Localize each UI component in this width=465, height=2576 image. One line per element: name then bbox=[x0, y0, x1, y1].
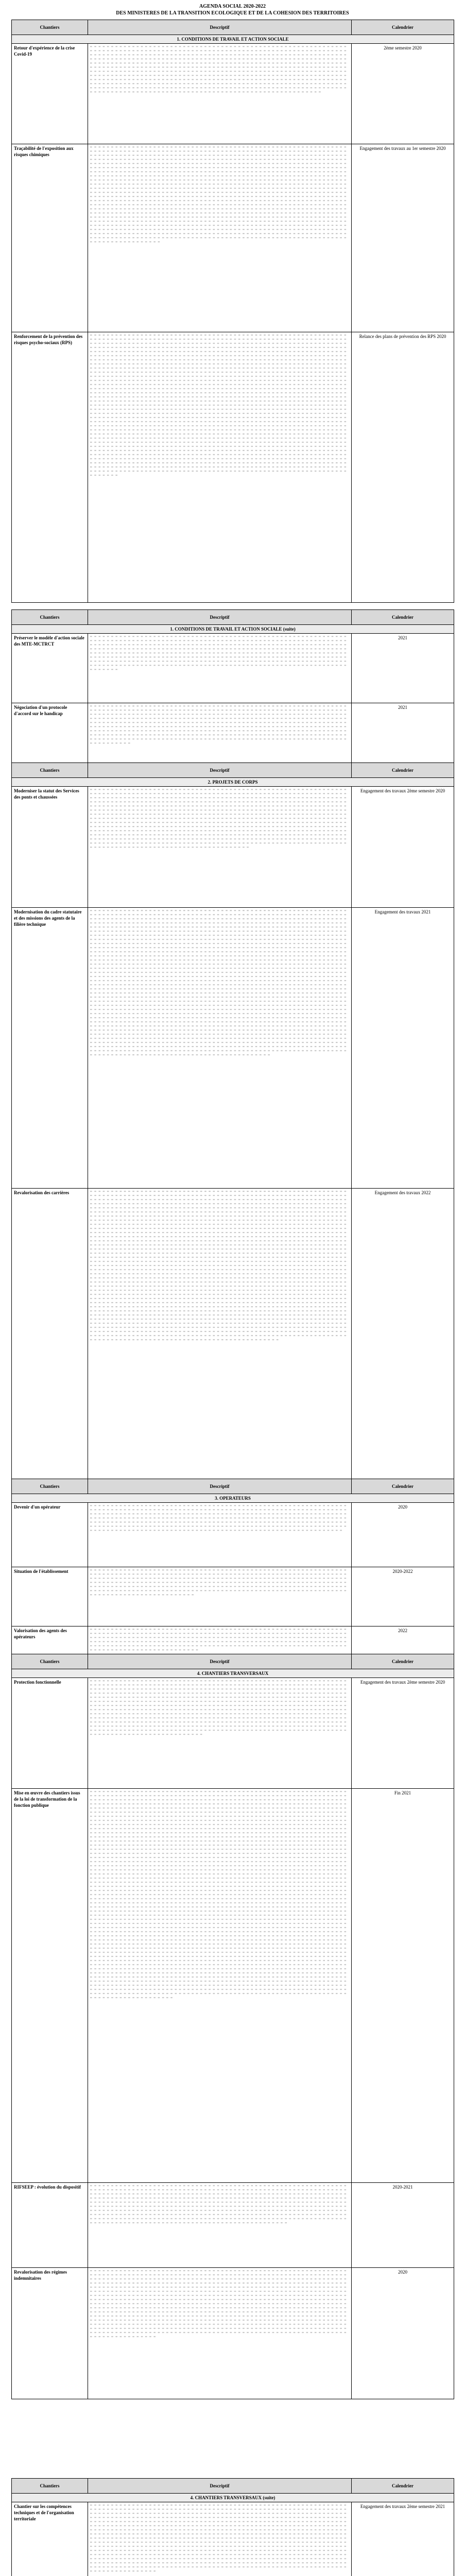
header-chantiers: Chantiers bbox=[12, 2479, 88, 2494]
table-row bbox=[12, 1678, 454, 1789]
chantier-cell: Négociation d'un protocole d'accord sur le handicap bbox=[12, 703, 88, 782]
table-row bbox=[12, 1503, 454, 1567]
descriptif-placeholder-text: ▬ ▬ ▬ ▬ ▬ ▬ ▬ ▬ ▬ ▬ ▬ ▬ ▬ ▬ ▬ ▬ ▬ ▬ ▬ ▬ ▬ ▬ ▬ ▬ ▬ ▬ ▬ ▬ ▬ ▬ ▬ ▬ ▬ ▬ ▬ ▬ ▬ ▬ ▬ ▬ ▬ ▬ ▬ ▬ ▬ ▬ ▬ ▬ ▬ ▬ ▬ ▬ ▬ ▬ ▬ ▬ ▬ ▬ ▬ ▬ ▬ ▬ ▬ ▬ ▬ ▬ ▬ ▬ ▬ ▬ ▬ ▬ ▬ ▬ ▬ ▬ ▬ ▬ ▬ ▬ ▬ ▬ ▬ ▬ ▬ ▬ ▬ ▬ ▬ ▬ ▬ ▬ ▬ ▬ ▬ ▬ ▬ ▬ ▬ ▬ ▬ ▬ ▬ ▬ ▬ ▬ ▬ ▬ ▬ ▬ ▬ ▬ ▬ ▬ ▬ ▬ ▬ ▬ ▬ ▬ ▬ ▬ ▬ ▬ ▬ ▬ ▬ ▬ ▬ ▬ ▬ ▬ ▬ ▬ ▬ ▬ ▬ ▬ ▬ ▬ ▬ ▬ ▬ ▬ ▬ ▬ ▬ ▬ ▬ ▬ ▬ ▬ ▬ ▬ ▬ ▬ ▬ ▬ ▬ ▬ ▬ ▬ ▬ ▬ ▬ ▬ ▬ ▬ ▬ ▬ ▬ ▬ ▬ ▬ ▬ ▬ ▬ ▬ ▬ ▬ ▬ ▬ ▬ ▬ ▬ ▬ ▬ ▬ ▬ ▬ ▬ ▬ ▬ ▬ ▬ ▬ ▬ ▬ ▬ ▬ ▬ ▬ ▬ ▬ ▬ ▬ ▬ ▬ ▬ ▬ ▬ ▬ ▬ ▬ ▬ ▬ ▬ ▬ ▬ ▬ ▬ ▬ ▬ ▬ ▬ ▬ ▬ ▬ ▬ ▬ ▬ ▬ ▬ ▬ ▬ ▬ ▬ ▬ ▬ ▬ ▬ ▬ ▬ ▬ ▬ ▬ ▬ ▬ ▬ ▬ ▬ ▬ ▬ ▬ ▬ ▬ ▬ ▬ ▬ ▬ ▬ ▬ ▬ ▬ ▬ ▬ ▬ ▬ ▬ ▬ ▬ ▬ ▬ ▬ ▬ ▬ ▬ ▬ ▬ ▬ ▬ ▬ ▬ ▬ ▬ ▬ ▬ ▬ ▬ ▬ ▬ ▬ ▬ ▬ ▬ ▬ ▬ ▬ ▬ ▬ ▬ ▬ ▬ ▬ ▬ ▬ ▬ ▬ ▬ ▬ ▬ ▬ ▬ ▬ ▬ ▬ ▬ ▬ ▬ ▬ ▬ ▬ ▬ ▬ ▬ ▬ ▬ ▬ ▬ ▬ ▬ ▬ ▬ ▬ ▬ ▬ ▬ ▬ ▬ ▬ ▬ ▬ ▬ ▬ ▬ ▬ ▬ ▬ ▬ ▬ ▬ ▬ ▬ ▬ ▬ ▬ ▬ ▬ ▬ ▬ ▬ ▬ ▬ ▬ ▬ ▬ ▬ ▬ ▬ ▬ ▬ ▬ ▬ ▬ ▬ ▬ ▬ ▬ ▬ ▬ ▬ ▬ ▬ ▬ ▬ ▬ ▬ ▬ ▬ ▬ ▬ ▬ ▬ ▬ ▬ ▬ ▬ ▬ ▬ ▬ ▬ ▬ ▬ ▬ ▬ ▬ ▬ ▬ ▬ ▬ ▬ ▬ ▬ ▬ ▬ ▬ ▬ ▬ ▬ ▬ ▬ ▬ ▬ ▬ ▬ ▬ ▬ ▬ ▬ ▬ ▬ ▬ ▬ ▬ ▬ ▬ ▬ ▬ ▬ ▬ ▬ ▬ ▬ ▬ ▬ ▬ ▬ ▬ ▬ ▬ ▬ ▬ ▬ ▬ ▬ ▬ ▬ ▬ ▬ ▬ ▬ ▬ ▬ ▬ ▬ ▬ ▬ ▬ ▬ ▬ ▬ ▬ ▬ ▬ ▬ ▬ ▬ ▬ ▬ ▬ ▬ ▬ ▬ ▬ ▬ ▬ ▬ ▬ ▬ ▬ ▬ ▬ ▬ ▬ ▬ ▬ ▬ ▬ ▬ ▬ ▬ ▬ ▬ ▬ ▬ ▬ ▬ ▬ ▬ ▬ ▬ ▬ ▬ ▬ ▬ ▬ ▬ ▬ ▬ ▬ ▬ ▬ ▬ ▬ ▬ ▬ ▬ ▬ ▬ ▬ ▬ ▬ ▬ ▬ ▬ ▬ ▬ ▬ ▬ ▬ ▬ ▬ ▬ ▬ ▬ ▬ ▬ ▬ ▬ ▬ ▬ ▬ ▬ ▬ ▬ ▬ ▬ ▬ ▬ ▬ ▬ ▬ ▬ ▬ ▬ ▬ ▬ ▬ ▬ ▬ ▬ ▬ ▬ ▬ ▬ ▬ ▬ ▬ ▬ ▬ ▬ ▬ ▬ ▬ ▬ ▬ ▬ ▬ ▬ ▬ ▬ ▬ ▬ ▬ ▬ ▬ ▬ ▬ ▬ ▬ ▬ ▬ ▬ ▬ ▬ ▬ ▬ ▬ ▬ ▬ ▬ ▬ ▬ ▬ ▬ ▬ ▬ ▬ ▬ ▬ ▬ ▬ ▬ ▬ ▬ ▬ ▬ ▬ ▬ ▬ ▬ ▬ ▬ ▬ ▬ ▬ ▬ ▬ ▬ ▬ ▬ ▬ ▬ ▬ ▬ ▬ ▬ ▬ ▬ ▬ ▬ ▬ ▬ ▬ ▬ ▬ ▬ ▬ ▬ ▬ ▬ ▬ ▬ ▬ ▬ ▬ ▬ ▬ ▬ ▬ ▬ ▬ ▬ ▬ ▬ ▬ ▬ ▬ ▬ ▬ ▬ ▬ ▬ ▬ ▬ ▬ ▬ ▬ ▬ ▬ ▬ ▬ ▬ ▬ ▬ ▬ ▬ ▬ ▬ ▬ ▬ ▬ ▬ ▬ ▬ ▬ ▬ ▬ ▬ ▬ ▬ ▬ ▬ ▬ ▬ ▬ ▬ ▬ ▬ ▬ ▬ ▬ ▬ ▬ ▬ ▬ ▬ ▬ ▬ ▬ ▬ ▬ ▬ ▬ ▬ ▬ ▬ ▬ ▬ ▬ ▬ ▬ ▬ ▬ ▬ ▬ ▬ ▬ ▬ ▬ ▬ ▬ ▬ ▬ ▬ ▬ ▬ ▬ ▬ ▬ ▬ ▬ ▬ ▬ ▬ ▬ ▬ ▬ ▬ ▬ ▬ ▬ ▬ ▬ ▬ ▬ ▬ ▬ ▬ ▬ ▬ ▬ ▬ ▬ ▬ ▬ ▬ ▬ ▬ ▬ ▬ ▬ ▬ ▬ ▬ ▬ ▬ ▬ ▬ ▬ ▬ ▬ ▬ ▬ ▬ ▬ ▬ ▬ ▬ ▬ ▬ ▬ ▬ ▬ ▬ ▬ ▬ ▬ ▬ ▬ ▬ ▬ ▬ ▬ ▬ ▬ ▬ ▬ ▬ ▬ ▬ ▬ ▬ ▬ ▬ ▬ ▬ ▬ ▬ ▬ ▬ ▬ ▬ ▬ ▬ ▬ ▬ ▬ ▬ ▬ ▬ ▬ ▬ ▬ ▬ ▬ ▬ ▬ ▬ ▬ ▬ ▬ ▬ ▬ ▬ ▬ ▬ ▬ ▬ ▬ ▬ ▬ ▬ ▬ ▬ ▬ ▬ ▬ ▬ ▬ ▬ ▬ ▬ ▬ ▬ ▬ ▬ ▬ ▬ ▬ ▬ ▬ ▬ ▬ ▬ ▬ ▬ ▬ ▬ ▬ ▬ ▬ ▬ ▬ ▬ ▬ ▬ ▬ ▬ ▬ ▬ ▬ ▬ ▬ ▬ ▬ ▬ ▬ ▬ ▬ ▬ ▬ ▬ ▬ ▬ ▬ ▬ ▬ ▬ ▬ ▬ ▬ ▬ ▬ ▬ ▬ ▬ ▬ ▬ ▬ ▬ ▬ ▬ ▬ ▬ ▬ ▬ ▬ ▬ ▬ ▬ ▬ ▬ ▬ ▬ ▬ ▬ ▬ ▬ ▬ ▬ ▬ ▬ ▬ ▬ ▬ ▬ ▬ ▬ ▬ ▬ ▬ ▬ ▬ ▬ ▬ ▬ ▬ ▬ ▬ ▬ ▬ ▬ ▬ ▬ ▬ ▬ ▬ ▬ ▬ ▬ ▬ ▬ ▬ ▬ ▬ ▬ ▬ ▬ ▬ ▬ ▬ ▬ ▬ ▬ ▬ ▬ ▬ ▬ ▬ ▬ ▬ ▬ ▬ ▬ ▬ ▬ ▬ ▬ ▬ ▬ ▬ ▬ ▬ ▬ ▬ ▬ ▬ ▬ ▬ ▬ ▬ ▬ ▬ ▬ ▬ ▬ ▬ ▬ ▬ ▬ ▬ ▬ ▬ ▬ ▬ ▬ ▬ ▬ ▬ ▬ ▬ ▬ ▬ ▬ ▬ ▬ ▬ ▬ ▬ ▬ ▬ ▬ ▬ ▬ ▬ ▬ ▬ ▬ ▬ ▬ ▬ ▬ ▬ ▬ ▬ ▬ ▬ ▬ ▬ ▬ ▬ ▬ ▬ ▬ ▬ ▬ ▬ ▬ ▬ ▬ ▬ ▬ ▬ ▬ ▬ ▬ ▬ ▬ ▬ ▬ ▬ ▬ ▬ ▬ ▬ ▬ ▬ ▬ ▬ ▬ ▬ ▬ ▬ ▬ ▬ ▬ ▬ ▬ ▬ ▬ ▬ ▬ ▬ ▬ ▬ ▬ ▬ ▬ ▬ ▬ ▬ ▬ ▬ ▬ ▬ ▬ ▬ ▬ ▬ ▬ ▬ ▬ ▬ ▬ ▬ ▬ ▬ ▬ ▬ ▬ ▬ ▬ ▬ ▬ ▬ ▬ ▬ ▬ ▬ ▬ ▬ ▬ ▬ ▬ ▬ ▬ ▬ ▬ ▬ ▬ ▬ ▬ ▬ ▬ ▬ ▬ ▬ ▬ ▬ ▬ ▬ ▬ ▬ ▬ ▬ ▬ ▬ ▬ ▬ ▬ ▬ ▬ ▬ ▬ ▬ ▬ ▬ ▬ ▬ ▬ ▬ ▬ ▬ ▬ ▬ ▬ ▬ ▬ ▬ ▬ ▬ ▬ ▬ ▬ ▬ ▬ ▬ ▬ ▬ ▬ ▬ ▬ ▬ ▬ ▬ ▬ ▬ ▬ ▬ ▬ ▬ ▬ ▬ ▬ ▬ ▬ ▬ ▬ ▬ ▬ ▬ ▬ ▬ ▬ ▬ ▬ ▬ ▬ ▬ ▬ ▬ ▬ ▬ ▬ ▬ ▬ ▬ ▬ ▬ ▬ ▬ ▬ ▬ ▬ ▬ ▬ ▬ ▬ ▬ ▬ ▬ ▬ ▬ ▬ ▬ ▬ ▬ ▬ ▬ ▬ ▬ ▬ ▬ ▬ ▬ ▬ ▬ ▬ ▬ ▬ ▬ ▬ ▬ ▬ ▬ ▬ ▬ ▬ ▬ ▬ ▬ ▬ ▬ ▬ ▬ ▬ ▬ ▬ ▬ ▬ ▬ ▬ ▬ ▬ ▬ ▬ ▬ ▬ ▬ ▬ ▬ ▬ ▬ ▬ ▬ ▬ ▬ ▬ ▬ ▬ ▬ ▬ ▬ ▬ ▬ ▬ ▬ ▬ ▬ ▬ ▬ ▬ ▬ ▬ ▬ ▬ ▬ ▬ ▬ ▬ ▬ ▬ ▬ ▬ ▬ ▬ ▬ ▬ ▬ ▬ ▬ ▬ ▬ ▬ ▬ ▬ ▬ ▬ ▬ ▬ ▬ ▬ ▬ ▬ ▬ ▬ ▬ ▬ ▬ ▬ ▬ ▬ ▬ ▬ ▬ ▬ ▬ ▬ ▬ ▬ ▬ ▬ ▬ ▬ ▬ ▬ ▬ ▬ ▬ ▬ ▬ ▬ ▬ ▬ ▬ ▬ ▬ ▬ ▬ ▬ ▬ ▬ ▬ ▬ ▬ ▬ ▬ ▬ ▬ ▬ ▬ ▬ ▬ ▬ ▬ ▬ ▬ ▬ ▬ ▬ ▬ ▬ ▬ ▬ ▬ ▬ ▬ ▬ ▬ ▬ ▬ ▬ ▬ ▬ ▬ ▬ ▬ ▬ ▬ ▬ ▬ ▬ ▬ ▬ ▬ ▬ ▬ ▬ ▬ ▬ ▬ ▬ ▬ ▬ ▬ ▬ ▬ ▬ ▬ ▬ ▬ ▬ ▬ ▬ ▬ ▬ ▬ ▬ ▬ ▬ ▬ ▬ ▬ ▬ ▬ ▬ ▬ ▬ ▬ ▬ ▬ ▬ ▬ ▬ ▬ ▬ ▬ ▬ ▬ ▬ ▬ ▬ ▬ ▬ ▬ ▬ ▬ ▬ ▬ ▬ ▬ ▬ ▬ ▬ ▬ ▬ ▬ ▬ ▬ ▬ ▬ ▬ ▬ ▬ ▬ ▬ ▬ ▬ ▬ ▬ ▬ ▬ ▬ ▬ ▬ ▬ ▬ ▬ ▬ ▬ ▬ ▬ ▬ ▬ ▬ ▬ ▬ ▬ ▬ ▬ ▬ ▬ ▬ ▬ ▬ ▬ ▬ ▬ ▬ ▬ ▬ ▬ ▬ ▬ ▬ ▬ ▬ ▬ ▬ ▬ ▬ ▬ ▬ ▬ ▬ ▬ ▬ ▬ ▬ ▬ ▬ ▬ ▬ ▬ ▬ ▬ ▬ ▬ ▬ ▬ ▬ ▬ ▬ ▬ ▬ ▬ ▬ ▬ ▬ ▬ ▬ ▬ ▬ ▬ ▬ ▬ ▬ ▬ ▬ ▬ ▬ ▬ ▬ ▬ ▬ ▬ ▬ ▬ ▬ ▬ ▬ ▬ ▬ ▬ ▬ ▬ ▬ ▬ ▬ ▬ ▬ ▬ ▬ ▬ ▬ ▬ ▬ ▬ ▬ ▬ ▬ ▬ ▬ ▬ ▬ ▬ ▬ ▬ ▬ ▬ ▬ ▬ ▬ ▬ ▬ ▬ ▬ ▬ ▬ ▬ ▬ ▬ ▬ ▬ ▬ ▬ ▬ ▬ ▬ ▬ ▬ ▬ ▬ ▬ ▬ ▬ ▬ ▬ ▬ ▬ ▬ ▬ ▬ ▬ ▬ ▬ ▬ ▬ ▬ ▬ ▬ ▬ ▬ ▬ ▬ ▬ ▬ ▬ ▬ ▬ ▬ ▬ ▬ ▬ ▬ ▬ ▬ ▬ ▬ ▬ ▬ ▬ ▬ ▬ ▬ ▬ ▬ ▬ ▬ ▬ ▬ ▬ ▬ ▬ ▬ ▬ ▬ ▬ ▬ ▬ ▬ ▬ ▬ ▬ ▬ ▬ ▬ ▬ ▬ ▬ ▬ ▬ ▬ ▬ ▬ ▬ ▬ ▬ ▬ ▬ ▬ ▬ ▬ ▬ ▬ ▬ ▬ ▬ ▬ ▬ ▬ ▬ ▬ ▬ ▬ ▬ ▬ ▬ ▬ ▬ ▬ ▬ ▬ ▬ ▬ ▬ ▬ ▬ ▬ ▬ ▬ ▬ ▬ ▬ ▬ ▬ ▬ ▬ ▬ ▬ ▬ ▬ ▬ ▬ ▬ ▬ ▬ ▬ ▬ ▬ ▬ ▬ ▬ ▬ ▬ ▬ ▬ ▬ ▬ ▬ ▬ ▬ ▬ ▬ ▬ ▬ ▬ ▬ ▬ ▬ ▬ ▬ ▬ ▬ ▬ ▬ ▬ ▬ ▬ ▬ ▬ ▬ ▬ ▬ ▬ ▬ ▬ ▬ ▬ ▬ ▬ ▬ ▬ ▬ ▬ ▬ ▬ ▬ ▬ ▬ ▬ ▬ ▬ ▬ ▬ ▬ ▬ ▬ ▬ ▬ ▬ ▬ ▬ ▬ ▬ ▬ ▬ ▬ ▬ ▬ ▬ ▬ ▬ ▬ ▬ ▬ ▬ ▬ ▬ ▬ ▬ ▬ ▬ ▬ ▬ ▬ ▬ ▬ ▬ ▬ ▬ ▬ ▬ ▬ ▬ ▬ ▬ ▬ ▬ ▬ ▬ ▬ ▬ ▬ ▬ ▬ ▬ ▬ ▬ ▬ ▬ ▬ ▬ ▬ ▬ ▬ ▬ ▬ ▬ ▬ ▬ ▬ ▬ ▬ ▬ ▬ ▬ ▬ ▬ ▬ ▬ ▬ ▬ ▬ ▬ ▬ ▬ ▬ ▬ ▬ ▬ ▬ ▬ ▬ ▬ ▬ ▬ ▬ ▬ ▬ ▬ ▬ ▬ ▬ ▬ ▬ ▬ ▬ ▬ ▬ ▬ ▬ ▬ ▬ ▬ ▬ ▬ ▬ ▬ ▬ ▬ ▬ ▬ ▬ ▬ ▬ ▬ ▬ ▬ ▬ ▬ ▬ ▬ ▬ ▬ ▬ ▬ ▬ ▬ ▬ ▬ ▬ ▬ ▬ ▬ ▬ ▬ ▬ ▬ ▬ ▬ ▬ ▬ ▬ ▬ ▬ ▬ ▬ ▬ ▬ ▬ ▬ ▬ ▬ ▬ ▬ ▬ ▬ ▬ ▬ ▬ ▬ ▬ ▬ ▬ ▬ ▬ ▬ ▬ ▬ ▬ ▬ ▬ ▬ ▬ ▬ ▬ ▬ ▬ ▬ ▬ ▬ ▬ ▬ ▬ ▬ ▬ ▬ ▬ ▬ ▬ ▬ ▬ ▬ ▬ ▬ ▬ ▬ ▬ ▬ ▬ ▬ ▬ ▬ ▬ ▬ ▬ ▬ ▬ ▬ ▬ ▬ ▬ ▬ ▬ ▬ ▬ ▬ ▬ ▬ bbox=[90, 333, 347, 477]
descriptif-placeholder-text: ▬ ▬ ▬ ▬ ▬ ▬ ▬ ▬ ▬ ▬ ▬ ▬ ▬ ▬ ▬ ▬ ▬ ▬ ▬ ▬ ▬ ▬ ▬ ▬ ▬ ▬ ▬ ▬ ▬ ▬ ▬ ▬ ▬ ▬ ▬ ▬ ▬ ▬ ▬ ▬ ▬ ▬ ▬ ▬ ▬ ▬ ▬ ▬ ▬ ▬ ▬ ▬ ▬ ▬ ▬ ▬ ▬ ▬ ▬ ▬ ▬ ▬ ▬ ▬ ▬ ▬ ▬ ▬ ▬ ▬ ▬ ▬ ▬ ▬ ▬ ▬ ▬ ▬ ▬ ▬ ▬ ▬ ▬ ▬ ▬ ▬ ▬ ▬ ▬ ▬ ▬ ▬ ▬ ▬ ▬ ▬ ▬ ▬ ▬ ▬ ▬ ▬ ▬ ▬ ▬ ▬ ▬ ▬ ▬ ▬ ▬ ▬ ▬ ▬ ▬ ▬ ▬ ▬ ▬ ▬ ▬ ▬ ▬ ▬ ▬ ▬ ▬ ▬ ▬ ▬ ▬ ▬ ▬ ▬ ▬ ▬ ▬ ▬ ▬ ▬ ▬ ▬ ▬ ▬ ▬ ▬ ▬ ▬ ▬ ▬ ▬ ▬ ▬ ▬ ▬ ▬ ▬ ▬ ▬ ▬ ▬ ▬ ▬ ▬ ▬ ▬ ▬ ▬ ▬ ▬ ▬ ▬ ▬ ▬ ▬ ▬ ▬ ▬ ▬ ▬ ▬ ▬ ▬ ▬ ▬ ▬ ▬ ▬ ▬ ▬ ▬ ▬ ▬ ▬ ▬ ▬ ▬ ▬ ▬ ▬ ▬ ▬ ▬ ▬ ▬ ▬ ▬ ▬ ▬ ▬ ▬ ▬ ▬ ▬ ▬ ▬ ▬ ▬ ▬ ▬ ▬ ▬ ▬ ▬ ▬ ▬ ▬ ▬ ▬ ▬ ▬ ▬ ▬ ▬ ▬ ▬ ▬ ▬ ▬ ▬ ▬ ▬ ▬ ▬ ▬ ▬ ▬ ▬ ▬ ▬ ▬ ▬ ▬ ▬ ▬ ▬ ▬ ▬ ▬ ▬ ▬ ▬ ▬ ▬ ▬ ▬ ▬ ▬ ▬ ▬ ▬ ▬ ▬ ▬ ▬ ▬ ▬ ▬ ▬ ▬ ▬ ▬ ▬ ▬ ▬ ▬ ▬ ▬ ▬ ▬ ▬ ▬ ▬ ▬ ▬ ▬ ▬ ▬ ▬ ▬ ▬ ▬ ▬ ▬ ▬ ▬ ▬ ▬ ▬ ▬ ▬ ▬ ▬ ▬ ▬ ▬ ▬ ▬ ▬ ▬ ▬ ▬ ▬ ▬ ▬ ▬ ▬ ▬ ▬ ▬ ▬ ▬ ▬ ▬ ▬ ▬ ▬ ▬ ▬ ▬ ▬ ▬ ▬ ▬ ▬ ▬ ▬ ▬ ▬ ▬ ▬ ▬ ▬ ▬ ▬ ▬ ▬ ▬ ▬ ▬ ▬ ▬ ▬ ▬ ▬ ▬ ▬ ▬ ▬ ▬ ▬ ▬ ▬ ▬ ▬ ▬ ▬ ▬ ▬ ▬ ▬ ▬ ▬ ▬ ▬ ▬ ▬ ▬ ▬ ▬ ▬ ▬ ▬ ▬ ▬ ▬ ▬ ▬ ▬ ▬ ▬ ▬ ▬ ▬ ▬ ▬ ▬ ▬ ▬ ▬ ▬ ▬ ▬ ▬ ▬ ▬ ▬ ▬ ▬ ▬ ▬ ▬ ▬ ▬ ▬ ▬ ▬ ▬ ▬ ▬ ▬ ▬ ▬ ▬ ▬ ▬ ▬ ▬ ▬ ▬ ▬ ▬ ▬ ▬ ▬ ▬ ▬ ▬ ▬ ▬ ▬ ▬ ▬ ▬ ▬ ▬ ▬ ▬ ▬ ▬ ▬ ▬ ▬ ▬ ▬ ▬ ▬ ▬ ▬ ▬ ▬ ▬ ▬ ▬ ▬ ▬ ▬ ▬ ▬ ▬ ▬ ▬ ▬ ▬ ▬ ▬ ▬ ▬ ▬ ▬ ▬ ▬ ▬ ▬ ▬ ▬ ▬ ▬ ▬ ▬ ▬ ▬ ▬ ▬ ▬ ▬ ▬ ▬ ▬ ▬ ▬ ▬ ▬ ▬ ▬ ▬ ▬ ▬ ▬ ▬ ▬ ▬ ▬ ▬ ▬ ▬ ▬ ▬ ▬ ▬ ▬ ▬ ▬ ▬ ▬ ▬ ▬ ▬ ▬ ▬ ▬ ▬ ▬ ▬ ▬ ▬ ▬ ▬ ▬ ▬ ▬ ▬ ▬ ▬ ▬ ▬ ▬ ▬ ▬ ▬ ▬ ▬ ▬ ▬ ▬ ▬ ▬ ▬ ▬ ▬ ▬ ▬ ▬ ▬ ▬ ▬ ▬ ▬ ▬ ▬ ▬ ▬ ▬ ▬ ▬ ▬ ▬ ▬ ▬ ▬ ▬ ▬ ▬ ▬ ▬ ▬ ▬ ▬ ▬ ▬ ▬ ▬ ▬ ▬ ▬ ▬ ▬ ▬ ▬ ▬ ▬ ▬ ▬ ▬ ▬ ▬ ▬ ▬ ▬ ▬ ▬ ▬ ▬ ▬ ▬ ▬ ▬ ▬ ▬ ▬ ▬ ▬ ▬ ▬ ▬ ▬ ▬ ▬ ▬ ▬ ▬ ▬ ▬ ▬ ▬ ▬ ▬ ▬ ▬ ▬ ▬ ▬ ▬ ▬ ▬ ▬ ▬ ▬ ▬ ▬ ▬ ▬ ▬ ▬ ▬ ▬ ▬ ▬ ▬ ▬ ▬ ▬ ▬ ▬ ▬ ▬ ▬ ▬ ▬ ▬ ▬ ▬ ▬ ▬ ▬ ▬ ▬ ▬ ▬ ▬ ▬ ▬ ▬ ▬ ▬ ▬ ▬ ▬ ▬ ▬ ▬ ▬ ▬ ▬ ▬ ▬ ▬ ▬ ▬ ▬ ▬ ▬ ▬ ▬ ▬ ▬ ▬ ▬ ▬ ▬ ▬ ▬ ▬ ▬ ▬ ▬ ▬ ▬ ▬ ▬ ▬ ▬ ▬ ▬ ▬ ▬ ▬ ▬ ▬ ▬ ▬ ▬ ▬ ▬ ▬ ▬ ▬ ▬ ▬ ▬ ▬ ▬ ▬ ▬ ▬ ▬ ▬ ▬ ▬ ▬ ▬ ▬ ▬ ▬ ▬ ▬ ▬ ▬ ▬ ▬ ▬ ▬ ▬ ▬ ▬ ▬ ▬ ▬ ▬ ▬ ▬ ▬ ▬ ▬ ▬ ▬ ▬ ▬ ▬ ▬ ▬ ▬ ▬ ▬ ▬ ▬ ▬ ▬ ▬ ▬ ▬ ▬ ▬ ▬ ▬ ▬ ▬ ▬ ▬ ▬ ▬ ▬ ▬ ▬ ▬ ▬ ▬ ▬ ▬ ▬ bbox=[90, 1679, 347, 1736]
table-row bbox=[12, 1567, 454, 1626]
chantier-cell: Préserver le modèle d'action sociale des MTE-MCTRCT bbox=[12, 634, 88, 703]
table-row bbox=[12, 2183, 454, 2268]
table-row bbox=[12, 44, 454, 144]
descriptif-placeholder-text: ▬ ▬ ▬ ▬ ▬ ▬ ▬ ▬ ▬ ▬ ▬ ▬ ▬ ▬ ▬ ▬ ▬ ▬ ▬ ▬ ▬ ▬ ▬ ▬ ▬ ▬ ▬ ▬ ▬ ▬ ▬ ▬ ▬ ▬ ▬ ▬ ▬ ▬ ▬ ▬ ▬ ▬ ▬ ▬ ▬ ▬ ▬ ▬ ▬ ▬ ▬ ▬ ▬ ▬ ▬ ▬ ▬ ▬ ▬ ▬ ▬ ▬ ▬ ▬ ▬ ▬ ▬ ▬ ▬ ▬ ▬ ▬ ▬ ▬ ▬ ▬ ▬ ▬ ▬ ▬ ▬ ▬ ▬ ▬ ▬ ▬ ▬ ▬ ▬ ▬ ▬ ▬ ▬ ▬ ▬ ▬ ▬ ▬ ▬ ▬ ▬ ▬ ▬ ▬ ▬ ▬ ▬ ▬ ▬ ▬ ▬ ▬ ▬ ▬ ▬ ▬ ▬ ▬ ▬ ▬ ▬ ▬ ▬ ▬ ▬ ▬ ▬ ▬ ▬ ▬ ▬ ▬ ▬ ▬ ▬ ▬ ▬ ▬ ▬ ▬ ▬ ▬ ▬ ▬ ▬ ▬ ▬ ▬ ▬ ▬ ▬ ▬ ▬ ▬ ▬ ▬ ▬ ▬ ▬ ▬ ▬ ▬ ▬ ▬ ▬ ▬ ▬ ▬ ▬ ▬ ▬ ▬ ▬ ▬ ▬ ▬ ▬ ▬ ▬ ▬ ▬ ▬ ▬ ▬ ▬ ▬ ▬ ▬ ▬ ▬ ▬ ▬ ▬ ▬ ▬ ▬ ▬ ▬ ▬ ▬ ▬ ▬ ▬ ▬ ▬ ▬ ▬ ▬ ▬ ▬ ▬ ▬ ▬ ▬ ▬ ▬ ▬ ▬ ▬ ▬ ▬ ▬ ▬ ▬ ▬ ▬ ▬ ▬ ▬ ▬ ▬ ▬ ▬ ▬ ▬ ▬ ▬ ▬ ▬ ▬ ▬ ▬ ▬ ▬ ▬ ▬ ▬ ▬ ▬ ▬ ▬ ▬ ▬ ▬ ▬ ▬ ▬ ▬ ▬ ▬ ▬ ▬ ▬ ▬ ▬ ▬ ▬ ▬ ▬ ▬ ▬ ▬ ▬ ▬ ▬ ▬ ▬ ▬ ▬ ▬ ▬ ▬ ▬ ▬ ▬ ▬ ▬ ▬ ▬ ▬ ▬ ▬ ▬ ▬ ▬ ▬ ▬ ▬ ▬ ▬ ▬ ▬ ▬ ▬ ▬ ▬ ▬ ▬ ▬ ▬ ▬ ▬ ▬ ▬ ▬ ▬ ▬ ▬ ▬ ▬ ▬ ▬ ▬ ▬ ▬ ▬ ▬ ▬ ▬ ▬ ▬ ▬ ▬ ▬ ▬ ▬ ▬ ▬ ▬ ▬ ▬ ▬ ▬ ▬ ▬ ▬ ▬ ▬ ▬ ▬ ▬ ▬ ▬ ▬ ▬ ▬ ▬ ▬ ▬ ▬ ▬ ▬ ▬ ▬ ▬ ▬ ▬ ▬ ▬ ▬ ▬ ▬ ▬ ▬ ▬ ▬ ▬ ▬ ▬ ▬ ▬ ▬ ▬ ▬ ▬ ▬ ▬ ▬ ▬ ▬ ▬ ▬ ▬ ▬ ▬ ▬ ▬ ▬ ▬ ▬ ▬ ▬ ▬ ▬ ▬ ▬ ▬ ▬ ▬ ▬ ▬ ▬ ▬ ▬ ▬ ▬ ▬ ▬ ▬ ▬ ▬ ▬ ▬ ▬ ▬ ▬ ▬ ▬ ▬ ▬ ▬ ▬ ▬ ▬ ▬ ▬ ▬ ▬ ▬ ▬ ▬ ▬ ▬ ▬ ▬ ▬ ▬ ▬ ▬ ▬ ▬ ▬ ▬ ▬ ▬ ▬ ▬ ▬ ▬ ▬ ▬ ▬ ▬ ▬ ▬ ▬ ▬ ▬ ▬ ▬ ▬ ▬ ▬ ▬ ▬ ▬ ▬ ▬ ▬ ▬ ▬ ▬ ▬ ▬ ▬ ▬ ▬ ▬ ▬ ▬ ▬ ▬ ▬ ▬ ▬ ▬ ▬ ▬ ▬ ▬ ▬ ▬ ▬ ▬ ▬ ▬ ▬ ▬ ▬ ▬ ▬ ▬ ▬ ▬ ▬ ▬ ▬ ▬ ▬ ▬ ▬ ▬ ▬ ▬ ▬ ▬ ▬ ▬ ▬ ▬ ▬ ▬ ▬ ▬ ▬ ▬ ▬ ▬ ▬ ▬ ▬ ▬ ▬ ▬ ▬ ▬ ▬ ▬ ▬ ▬ ▬ ▬ ▬ ▬ ▬ ▬ ▬ ▬ ▬ ▬ ▬ ▬ ▬ ▬ ▬ ▬ ▬ ▬ ▬ ▬ ▬ ▬ ▬ ▬ ▬ ▬ ▬ ▬ ▬ ▬ ▬ ▬ ▬ ▬ ▬ ▬ ▬ ▬ ▬ ▬ ▬ ▬ ▬ ▬ ▬ ▬ bbox=[90, 2184, 347, 2225]
table-row bbox=[12, 144, 454, 332]
chantier-cell: Revalorisation des régimes indemnitaires bbox=[12, 2268, 88, 2399]
section-table bbox=[11, 762, 454, 1480]
header-descriptif: Descriptif bbox=[88, 763, 352, 778]
descriptif-placeholder-text: ▬ ▬ ▬ ▬ ▬ ▬ ▬ ▬ ▬ ▬ ▬ ▬ ▬ ▬ ▬ ▬ ▬ ▬ ▬ ▬ ▬ ▬ ▬ ▬ ▬ ▬ ▬ ▬ ▬ ▬ ▬ ▬ ▬ ▬ ▬ ▬ ▬ ▬ ▬ ▬ ▬ ▬ ▬ ▬ ▬ ▬ ▬ ▬ ▬ ▬ ▬ ▬ ▬ ▬ ▬ ▬ ▬ ▬ ▬ ▬ ▬ ▬ ▬ ▬ ▬ ▬ ▬ ▬ ▬ ▬ ▬ ▬ ▬ ▬ ▬ ▬ ▬ ▬ ▬ ▬ ▬ ▬ ▬ ▬ ▬ ▬ ▬ ▬ ▬ ▬ ▬ ▬ ▬ ▬ ▬ ▬ ▬ ▬ ▬ ▬ ▬ ▬ ▬ ▬ ▬ ▬ ▬ ▬ ▬ ▬ ▬ ▬ ▬ ▬ ▬ ▬ ▬ ▬ ▬ ▬ ▬ ▬ ▬ ▬ ▬ ▬ ▬ ▬ ▬ ▬ ▬ ▬ ▬ ▬ ▬ ▬ ▬ ▬ ▬ ▬ ▬ ▬ ▬ ▬ ▬ ▬ ▬ ▬ ▬ ▬ ▬ ▬ ▬ ▬ ▬ ▬ ▬ ▬ ▬ ▬ ▬ ▬ ▬ ▬ ▬ ▬ ▬ ▬ ▬ ▬ ▬ ▬ ▬ ▬ ▬ ▬ ▬ ▬ ▬ ▬ ▬ ▬ ▬ ▬ ▬ ▬ ▬ ▬ ▬ ▬ ▬ ▬ ▬ ▬ ▬ ▬ ▬ ▬ ▬ ▬ ▬ ▬ ▬ ▬ ▬ ▬ ▬ ▬ ▬ ▬ ▬ ▬ ▬ ▬ ▬ ▬ ▬ ▬ ▬ ▬ ▬ ▬ ▬ ▬ ▬ ▬ ▬ ▬ ▬ ▬ ▬ ▬ ▬ ▬ ▬ ▬ ▬ ▬ ▬ ▬ ▬ ▬ ▬ ▬ ▬ ▬ ▬ ▬ ▬ ▬ ▬ ▬ ▬ ▬ ▬ ▬ ▬ ▬ ▬ ▬ ▬ ▬ ▬ ▬ ▬ ▬ ▬ ▬ ▬ ▬ ▬ ▬ ▬ ▬ ▬ ▬ ▬ ▬ ▬ ▬ ▬ ▬ ▬ ▬ ▬ ▬ ▬ ▬ ▬ ▬ ▬ ▬ ▬ ▬ ▬ ▬ ▬ ▬ ▬ ▬ ▬ ▬ ▬ ▬ ▬ ▬ ▬ ▬ ▬ ▬ ▬ ▬ ▬ ▬ ▬ ▬ ▬ ▬ ▬ ▬ ▬ ▬ ▬ ▬ ▬ ▬ ▬ ▬ ▬ ▬ ▬ ▬ ▬ ▬ ▬ ▬ ▬ ▬ ▬ ▬ ▬ ▬ ▬ ▬ ▬ ▬ ▬ ▬ ▬ ▬ ▬ ▬ ▬ ▬ ▬ ▬ ▬ ▬ ▬ ▬ ▬ ▬ ▬ ▬ ▬ ▬ ▬ ▬ ▬ ▬ ▬ ▬ ▬ ▬ ▬ ▬ ▬ ▬ ▬ ▬ ▬ ▬ ▬ ▬ ▬ ▬ ▬ ▬ ▬ ▬ ▬ ▬ ▬ ▬ ▬ ▬ ▬ ▬ ▬ ▬ ▬ ▬ ▬ ▬ ▬ ▬ ▬ ▬ ▬ ▬ ▬ ▬ ▬ ▬ ▬ ▬ ▬ ▬ ▬ ▬ ▬ ▬ ▬ ▬ ▬ ▬ ▬ ▬ ▬ ▬ ▬ ▬ ▬ ▬ ▬ ▬ ▬ ▬ ▬ ▬ ▬ ▬ ▬ ▬ ▬ ▬ ▬ ▬ ▬ ▬ ▬ ▬ ▬ ▬ ▬ ▬ ▬ ▬ ▬ ▬ ▬ ▬ ▬ ▬ ▬ ▬ ▬ ▬ ▬ ▬ ▬ ▬ ▬ ▬ ▬ ▬ ▬ ▬ ▬ ▬ ▬ ▬ ▬ ▬ ▬ ▬ ▬ ▬ ▬ ▬ ▬ ▬ ▬ ▬ ▬ ▬ ▬ ▬ ▬ ▬ ▬ ▬ ▬ ▬ ▬ ▬ ▬ ▬ ▬ ▬ ▬ ▬ ▬ ▬ ▬ ▬ ▬ ▬ ▬ ▬ ▬ ▬ ▬ ▬ ▬ ▬ ▬ ▬ ▬ ▬ ▬ ▬ ▬ ▬ ▬ ▬ ▬ ▬ ▬ ▬ ▬ ▬ ▬ ▬ ▬ ▬ ▬ ▬ ▬ ▬ ▬ ▬ ▬ ▬ ▬ ▬ ▬ ▬ ▬ ▬ ▬ ▬ ▬ ▬ ▬ ▬ ▬ ▬ ▬ ▬ ▬ ▬ ▬ ▬ ▬ ▬ ▬ ▬ ▬ ▬ ▬ ▬ ▬ ▬ ▬ ▬ ▬ ▬ ▬ ▬ ▬ ▬ ▬ ▬ ▬ ▬ ▬ ▬ ▬ ▬ ▬ ▬ ▬ ▬ ▬ ▬ ▬ ▬ ▬ ▬ ▬ ▬ ▬ ▬ ▬ ▬ ▬ ▬ ▬ ▬ ▬ ▬ ▬ ▬ ▬ ▬ ▬ ▬ ▬ ▬ ▬ ▬ ▬ ▬ ▬ ▬ ▬ ▬ ▬ ▬ ▬ ▬ ▬ ▬ ▬ ▬ ▬ ▬ ▬ ▬ ▬ ▬ ▬ ▬ ▬ ▬ ▬ ▬ ▬ ▬ ▬ ▬ ▬ ▬ ▬ ▬ ▬ ▬ ▬ ▬ ▬ ▬ ▬ ▬ ▬ ▬ ▬ ▬ ▬ ▬ ▬ ▬ ▬ ▬ ▬ ▬ ▬ ▬ ▬ ▬ ▬ ▬ ▬ ▬ ▬ ▬ ▬ ▬ ▬ ▬ ▬ ▬ ▬ ▬ ▬ ▬ ▬ ▬ ▬ ▬ ▬ ▬ ▬ ▬ ▬ ▬ ▬ ▬ ▬ ▬ ▬ ▬ ▬ ▬ ▬ ▬ ▬ ▬ ▬ ▬ ▬ ▬ ▬ ▬ ▬ ▬ ▬ ▬ ▬ ▬ ▬ ▬ ▬ ▬ ▬ ▬ ▬ ▬ ▬ ▬ ▬ ▬ ▬ ▬ ▬ ▬ ▬ ▬ ▬ ▬ ▬ ▬ ▬ ▬ ▬ ▬ ▬ ▬ ▬ ▬ ▬ ▬ ▬ ▬ ▬ ▬ ▬ ▬ ▬ ▬ ▬ ▬ ▬ ▬ ▬ ▬ ▬ ▬ ▬ ▬ ▬ ▬ ▬ ▬ ▬ ▬ ▬ ▬ ▬ ▬ ▬ ▬ ▬ ▬ ▬ ▬ ▬ ▬ ▬ ▬ ▬ ▬ ▬ ▬ ▬ ▬ ▬ ▬ ▬ ▬ ▬ ▬ ▬ ▬ ▬ ▬ ▬ ▬ ▬ ▬ ▬ ▬ ▬ ▬ ▬ ▬ ▬ ▬ ▬ ▬ ▬ ▬ ▬ ▬ ▬ ▬ ▬ ▬ ▬ ▬ ▬ ▬ ▬ ▬ ▬ ▬ ▬ ▬ ▬ ▬ ▬ ▬ ▬ ▬ ▬ ▬ ▬ ▬ ▬ ▬ ▬ ▬ ▬ ▬ ▬ ▬ ▬ ▬ ▬ ▬ ▬ ▬ ▬ ▬ ▬ ▬ ▬ ▬ ▬ ▬ ▬ ▬ ▬ ▬ ▬ ▬ ▬ ▬ ▬ ▬ ▬ ▬ ▬ ▬ ▬ ▬ ▬ ▬ ▬ ▬ ▬ ▬ ▬ ▬ ▬ ▬ ▬ ▬ ▬ ▬ ▬ ▬ ▬ ▬ ▬ ▬ ▬ ▬ ▬ ▬ ▬ ▬ ▬ ▬ ▬ ▬ ▬ ▬ ▬ ▬ ▬ ▬ ▬ ▬ ▬ ▬ ▬ ▬ ▬ ▬ ▬ ▬ ▬ ▬ ▬ ▬ ▬ ▬ ▬ ▬ ▬ ▬ ▬ ▬ ▬ ▬ ▬ ▬ ▬ ▬ ▬ ▬ ▬ ▬ ▬ ▬ ▬ ▬ ▬ ▬ ▬ ▬ ▬ ▬ ▬ ▬ ▬ ▬ ▬ ▬ ▬ ▬ bbox=[90, 2503, 347, 2573]
chantier-cell: Valorisation des agents des opérateurs bbox=[12, 1626, 88, 1678]
descriptif-cell bbox=[88, 144, 352, 332]
calendrier-cell: Fin 2021 bbox=[352, 1789, 454, 2183]
table-row bbox=[12, 332, 454, 603]
descriptif-cell bbox=[88, 1789, 352, 2183]
table-row bbox=[12, 908, 454, 1189]
table-header-row bbox=[12, 20, 454, 35]
section-table bbox=[11, 609, 454, 782]
descriptif-cell bbox=[88, 44, 352, 144]
chantier-cell: Modernisation du cadre statutaire et des missions des agents de la filière technique bbox=[12, 908, 88, 1189]
section-table bbox=[11, 20, 454, 603]
header-descriptif: Descriptif bbox=[88, 2479, 352, 2494]
calendrier-cell: 2020-2022 bbox=[352, 1567, 454, 1626]
descriptif-cell bbox=[88, 1189, 352, 1480]
calendrier-cell: Engagement des travaux 2ème semestre 2020 bbox=[352, 787, 454, 908]
header-chantiers: Chantiers bbox=[12, 20, 88, 35]
calendrier-cell: 2021 bbox=[352, 703, 454, 782]
descriptif-cell bbox=[88, 2183, 352, 2268]
header-chantiers: Chantiers bbox=[12, 763, 88, 778]
section-table bbox=[11, 1654, 454, 2399]
descriptif-cell bbox=[88, 332, 352, 603]
calendrier-cell: Engagement des travaux 2022 bbox=[352, 1189, 454, 1480]
section-title: 4. CHANTIERS TRANSVERSAUX bbox=[12, 1669, 454, 1678]
header-calendrier: Calendrier bbox=[352, 2479, 454, 2494]
descriptif-placeholder-text: ▬ ▬ ▬ ▬ ▬ ▬ ▬ ▬ ▬ ▬ ▬ ▬ ▬ ▬ ▬ ▬ ▬ ▬ ▬ ▬ ▬ ▬ ▬ ▬ ▬ ▬ ▬ ▬ ▬ ▬ ▬ ▬ ▬ ▬ ▬ ▬ ▬ ▬ ▬ ▬ ▬ ▬ ▬ ▬ ▬ ▬ ▬ ▬ ▬ ▬ ▬ ▬ ▬ ▬ ▬ ▬ ▬ ▬ ▬ ▬ ▬ ▬ ▬ ▬ ▬ ▬ ▬ ▬ ▬ ▬ ▬ ▬ ▬ ▬ ▬ ▬ ▬ ▬ ▬ ▬ ▬ ▬ ▬ ▬ ▬ ▬ ▬ ▬ ▬ ▬ ▬ ▬ ▬ ▬ ▬ ▬ ▬ ▬ ▬ ▬ ▬ ▬ ▬ ▬ ▬ ▬ ▬ ▬ ▬ ▬ ▬ ▬ ▬ ▬ ▬ ▬ ▬ ▬ ▬ ▬ ▬ ▬ ▬ ▬ ▬ ▬ ▬ ▬ ▬ ▬ ▬ ▬ ▬ ▬ ▬ ▬ ▬ ▬ ▬ ▬ ▬ ▬ ▬ ▬ ▬ ▬ ▬ ▬ ▬ ▬ ▬ ▬ ▬ ▬ ▬ ▬ ▬ ▬ ▬ ▬ ▬ ▬ ▬ ▬ ▬ ▬ ▬ ▬ ▬ ▬ ▬ ▬ ▬ ▬ ▬ ▬ ▬ ▬ ▬ ▬ ▬ ▬ ▬ ▬ ▬ ▬ ▬ ▬ ▬ ▬ ▬ ▬ ▬ ▬ ▬ ▬ ▬ ▬ ▬ ▬ ▬ ▬ ▬ ▬ ▬ ▬ ▬ ▬ ▬ ▬ ▬ ▬ ▬ ▬ ▬ ▬ ▬ ▬ ▬ ▬ ▬ ▬ ▬ ▬ ▬ ▬ ▬ ▬ ▬ ▬ ▬ ▬ ▬ ▬ ▬ ▬ ▬ ▬ ▬ ▬ ▬ ▬ ▬ ▬ ▬ ▬ ▬ ▬ ▬ ▬ ▬ ▬ ▬ ▬ ▬ ▬ ▬ ▬ ▬ ▬ ▬ ▬ ▬ ▬ ▬ ▬ ▬ ▬ ▬ ▬ ▬ ▬ ▬ ▬ ▬ ▬ ▬ ▬ ▬ ▬ ▬ ▬ ▬ ▬ ▬ ▬ ▬ ▬ ▬ ▬ ▬ ▬ ▬ ▬ ▬ ▬ ▬ ▬ ▬ ▬ ▬ ▬ ▬ ▬ ▬ ▬ ▬ ▬ ▬ ▬ ▬ ▬ ▬ ▬ ▬ ▬ ▬ ▬ ▬ ▬ ▬ ▬ ▬ ▬ ▬ ▬ ▬ ▬ ▬ ▬ ▬ ▬ ▬ ▬ ▬ ▬ ▬ ▬ ▬ ▬ ▬ ▬ ▬ ▬ ▬ ▬ ▬ ▬ ▬ ▬ ▬ ▬ ▬ ▬ ▬ ▬ ▬ ▬ ▬ ▬ ▬ ▬ ▬ ▬ ▬ ▬ ▬ ▬ ▬ ▬ ▬ ▬ ▬ ▬ ▬ ▬ ▬ ▬ ▬ ▬ ▬ ▬ ▬ ▬ ▬ ▬ ▬ ▬ ▬ ▬ ▬ ▬ ▬ ▬ ▬ ▬ ▬ ▬ ▬ ▬ ▬ ▬ ▬ ▬ ▬ ▬ ▬ ▬ ▬ ▬ ▬ ▬ ▬ ▬ ▬ ▬ ▬ ▬ ▬ ▬ ▬ ▬ ▬ ▬ ▬ ▬ ▬ ▬ ▬ ▬ ▬ ▬ ▬ ▬ ▬ ▬ ▬ ▬ ▬ ▬ ▬ ▬ ▬ ▬ ▬ ▬ ▬ ▬ ▬ ▬ ▬ ▬ ▬ ▬ ▬ ▬ ▬ ▬ ▬ ▬ ▬ ▬ ▬ ▬ ▬ ▬ ▬ ▬ ▬ ▬ ▬ ▬ ▬ ▬ ▬ ▬ ▬ ▬ ▬ ▬ ▬ ▬ ▬ ▬ ▬ ▬ ▬ ▬ ▬ ▬ ▬ ▬ ▬ ▬ ▬ ▬ ▬ ▬ ▬ ▬ ▬ ▬ ▬ ▬ ▬ ▬ ▬ ▬ ▬ ▬ ▬ ▬ ▬ ▬ ▬ ▬ ▬ ▬ ▬ ▬ ▬ ▬ ▬ ▬ ▬ ▬ ▬ ▬ ▬ ▬ ▬ ▬ ▬ ▬ ▬ ▬ ▬ ▬ ▬ ▬ ▬ ▬ ▬ ▬ ▬ ▬ ▬ ▬ ▬ ▬ ▬ ▬ ▬ ▬ ▬ ▬ ▬ ▬ ▬ ▬ ▬ ▬ ▬ ▬ ▬ ▬ ▬ ▬ ▬ ▬ ▬ ▬ ▬ ▬ ▬ ▬ ▬ ▬ ▬ ▬ ▬ ▬ ▬ ▬ ▬ ▬ ▬ ▬ ▬ ▬ ▬ ▬ ▬ ▬ ▬ ▬ ▬ ▬ ▬ ▬ ▬ ▬ ▬ ▬ ▬ ▬ ▬ ▬ ▬ ▬ ▬ ▬ ▬ ▬ ▬ ▬ ▬ ▬ ▬ ▬ ▬ ▬ ▬ ▬ ▬ ▬ ▬ ▬ ▬ ▬ ▬ ▬ ▬ ▬ ▬ ▬ ▬ ▬ ▬ ▬ ▬ ▬ ▬ ▬ ▬ ▬ ▬ ▬ ▬ ▬ ▬ ▬ ▬ ▬ ▬ ▬ ▬ ▬ ▬ ▬ ▬ ▬ ▬ ▬ ▬ ▬ ▬ ▬ ▬ ▬ ▬ ▬ ▬ ▬ ▬ ▬ ▬ ▬ ▬ ▬ ▬ ▬ ▬ ▬ ▬ ▬ ▬ ▬ ▬ ▬ ▬ ▬ ▬ ▬ ▬ ▬ ▬ ▬ ▬ ▬ ▬ ▬ ▬ ▬ ▬ ▬ ▬ ▬ ▬ ▬ ▬ ▬ ▬ ▬ ▬ ▬ ▬ ▬ ▬ ▬ ▬ ▬ ▬ ▬ ▬ ▬ ▬ ▬ ▬ ▬ ▬ ▬ ▬ ▬ ▬ ▬ ▬ ▬ ▬ ▬ ▬ ▬ ▬ ▬ ▬ ▬ ▬ ▬ ▬ ▬ ▬ ▬ ▬ ▬ ▬ ▬ ▬ ▬ ▬ ▬ ▬ ▬ ▬ ▬ ▬ ▬ ▬ ▬ ▬ ▬ ▬ ▬ ▬ ▬ ▬ ▬ ▬ ▬ ▬ ▬ ▬ ▬ ▬ ▬ ▬ ▬ ▬ ▬ ▬ ▬ ▬ ▬ ▬ ▬ ▬ ▬ ▬ ▬ ▬ ▬ ▬ ▬ ▬ ▬ ▬ ▬ ▬ ▬ ▬ ▬ ▬ ▬ ▬ ▬ ▬ ▬ ▬ ▬ ▬ ▬ ▬ ▬ ▬ ▬ ▬ ▬ ▬ ▬ ▬ ▬ ▬ ▬ ▬ ▬ ▬ ▬ ▬ ▬ ▬ ▬ ▬ ▬ ▬ ▬ ▬ ▬ ▬ ▬ ▬ ▬ ▬ ▬ ▬ ▬ ▬ ▬ ▬ ▬ ▬ ▬ ▬ ▬ ▬ ▬ ▬ ▬ ▬ ▬ ▬ ▬ ▬ ▬ ▬ ▬ ▬ ▬ ▬ ▬ ▬ ▬ ▬ ▬ ▬ ▬ ▬ ▬ ▬ ▬ ▬ ▬ ▬ ▬ bbox=[90, 788, 347, 849]
section-title: 3. OPERATEURS bbox=[12, 1494, 454, 1503]
document-title: AGENDA SOCIAL 2020-2022 bbox=[199, 4, 266, 9]
header-calendrier: Calendrier bbox=[352, 1654, 454, 1669]
header-chantiers: Chantiers bbox=[12, 1479, 88, 1494]
section-table bbox=[11, 1479, 454, 1678]
header-descriptif: Descriptif bbox=[88, 1654, 352, 1669]
descriptif-placeholder-text: ▬ ▬ ▬ ▬ ▬ ▬ ▬ ▬ ▬ ▬ ▬ ▬ ▬ ▬ ▬ ▬ ▬ ▬ ▬ ▬ ▬ ▬ ▬ ▬ ▬ ▬ ▬ ▬ ▬ ▬ ▬ ▬ ▬ ▬ ▬ ▬ ▬ ▬ ▬ ▬ ▬ ▬ ▬ ▬ ▬ ▬ ▬ ▬ ▬ ▬ ▬ ▬ ▬ ▬ ▬ ▬ ▬ ▬ ▬ ▬ ▬ ▬ ▬ ▬ ▬ ▬ ▬ ▬ ▬ ▬ ▬ ▬ ▬ ▬ ▬ ▬ ▬ ▬ ▬ ▬ ▬ ▬ ▬ ▬ ▬ ▬ ▬ ▬ ▬ ▬ ▬ ▬ ▬ ▬ ▬ ▬ ▬ ▬ ▬ ▬ ▬ ▬ ▬ ▬ ▬ ▬ ▬ ▬ ▬ ▬ ▬ ▬ ▬ ▬ ▬ ▬ ▬ ▬ ▬ ▬ ▬ ▬ ▬ ▬ ▬ ▬ ▬ ▬ ▬ ▬ ▬ ▬ ▬ ▬ ▬ ▬ ▬ ▬ ▬ ▬ ▬ ▬ ▬ ▬ ▬ ▬ ▬ ▬ ▬ ▬ ▬ ▬ ▬ ▬ ▬ ▬ ▬ ▬ ▬ ▬ ▬ ▬ ▬ ▬ ▬ ▬ ▬ ▬ ▬ ▬ ▬ ▬ ▬ ▬ ▬ ▬ ▬ ▬ ▬ ▬ ▬ ▬ ▬ ▬ ▬ ▬ ▬ ▬ ▬ ▬ ▬ ▬ ▬ ▬ ▬ ▬ ▬ ▬ ▬ ▬ ▬ ▬ ▬ ▬ ▬ ▬ ▬ ▬ ▬ ▬ ▬ ▬ ▬ ▬ ▬ ▬ ▬ ▬ ▬ ▬ ▬ ▬ ▬ ▬ ▬ ▬ ▬ ▬ ▬ ▬ ▬ ▬ ▬ ▬ ▬ ▬ ▬ ▬ ▬ ▬ ▬ ▬ ▬ ▬ ▬ ▬ ▬ ▬ ▬ ▬ ▬ ▬ ▬ ▬ ▬ ▬ ▬ ▬ ▬ ▬ ▬ ▬ ▬ ▬ ▬ ▬ ▬ ▬ ▬ ▬ ▬ ▬ ▬ ▬ ▬ ▬ ▬ ▬ ▬ ▬ ▬ ▬ ▬ ▬ ▬ ▬ ▬ ▬ ▬ ▬ ▬ ▬ ▬ ▬ ▬ ▬ ▬ ▬ ▬ ▬ ▬ ▬ ▬ ▬ ▬ ▬ ▬ ▬ ▬ ▬ ▬ ▬ ▬ ▬ ▬ ▬ ▬ ▬ ▬ ▬ ▬ ▬ ▬ ▬ ▬ ▬ ▬ ▬ ▬ ▬ ▬ ▬ ▬ ▬ ▬ ▬ ▬ ▬ ▬ ▬ ▬ ▬ ▬ ▬ ▬ ▬ ▬ ▬ ▬ ▬ ▬ ▬ ▬ ▬ ▬ ▬ ▬ ▬ ▬ ▬ ▬ ▬ ▬ ▬ ▬ ▬ ▬ ▬ ▬ ▬ ▬ ▬ ▬ ▬ ▬ ▬ ▬ ▬ ▬ ▬ ▬ ▬ ▬ ▬ ▬ ▬ ▬ ▬ ▬ ▬ ▬ ▬ ▬ ▬ ▬ ▬ ▬ ▬ ▬ ▬ ▬ ▬ ▬ ▬ ▬ ▬ ▬ ▬ ▬ ▬ ▬ ▬ ▬ ▬ ▬ ▬ ▬ ▬ ▬ ▬ ▬ ▬ ▬ ▬ ▬ ▬ ▬ ▬ ▬ ▬ ▬ ▬ ▬ ▬ ▬ ▬ ▬ ▬ ▬ ▬ ▬ ▬ ▬ ▬ ▬ ▬ ▬ ▬ ▬ ▬ ▬ ▬ ▬ ▬ ▬ ▬ ▬ ▬ ▬ ▬ ▬ ▬ ▬ ▬ ▬ ▬ ▬ ▬ ▬ ▬ ▬ ▬ ▬ ▬ ▬ ▬ ▬ ▬ ▬ ▬ ▬ ▬ ▬ ▬ ▬ ▬ ▬ ▬ ▬ ▬ ▬ ▬ ▬ ▬ ▬ ▬ ▬ ▬ ▬ ▬ ▬ ▬ ▬ ▬ ▬ ▬ ▬ ▬ ▬ ▬ ▬ ▬ ▬ ▬ ▬ ▬ ▬ ▬ ▬ ▬ ▬ ▬ ▬ ▬ ▬ ▬ ▬ ▬ ▬ ▬ ▬ ▬ ▬ ▬ ▬ ▬ ▬ ▬ ▬ ▬ ▬ ▬ ▬ ▬ ▬ ▬ ▬ ▬ ▬ ▬ ▬ ▬ ▬ ▬ ▬ ▬ ▬ ▬ ▬ ▬ ▬ ▬ ▬ ▬ ▬ ▬ ▬ ▬ ▬ ▬ ▬ ▬ ▬ ▬ ▬ ▬ ▬ ▬ ▬ ▬ ▬ ▬ ▬ ▬ ▬ ▬ ▬ ▬ ▬ ▬ ▬ ▬ ▬ ▬ ▬ ▬ ▬ ▬ ▬ ▬ ▬ ▬ ▬ ▬ ▬ ▬ ▬ ▬ ▬ ▬ ▬ ▬ ▬ ▬ ▬ ▬ ▬ ▬ ▬ ▬ ▬ ▬ ▬ ▬ ▬ ▬ ▬ ▬ ▬ ▬ ▬ ▬ ▬ ▬ ▬ ▬ ▬ ▬ ▬ ▬ ▬ ▬ ▬ ▬ ▬ ▬ ▬ ▬ ▬ ▬ ▬ ▬ ▬ ▬ ▬ ▬ ▬ ▬ ▬ ▬ ▬ ▬ ▬ ▬ ▬ ▬ ▬ ▬ ▬ ▬ ▬ ▬ ▬ ▬ ▬ ▬ ▬ ▬ ▬ ▬ ▬ ▬ ▬ ▬ ▬ ▬ ▬ ▬ ▬ ▬ ▬ ▬ ▬ ▬ ▬ ▬ ▬ ▬ ▬ ▬ ▬ ▬ ▬ ▬ ▬ ▬ ▬ ▬ ▬ ▬ ▬ ▬ ▬ ▬ ▬ ▬ ▬ ▬ ▬ ▬ ▬ ▬ ▬ ▬ ▬ ▬ ▬ ▬ ▬ ▬ ▬ ▬ ▬ ▬ ▬ ▬ ▬ ▬ ▬ ▬ ▬ ▬ ▬ ▬ ▬ ▬ ▬ ▬ ▬ ▬ ▬ ▬ ▬ ▬ ▬ ▬ ▬ ▬ ▬ ▬ ▬ ▬ ▬ ▬ ▬ ▬ ▬ ▬ ▬ ▬ ▬ ▬ ▬ ▬ ▬ ▬ ▬ ▬ ▬ ▬ ▬ ▬ ▬ ▬ ▬ ▬ ▬ ▬ ▬ ▬ ▬ ▬ ▬ ▬ ▬ ▬ ▬ ▬ ▬ ▬ ▬ ▬ ▬ ▬ ▬ ▬ ▬ ▬ ▬ ▬ ▬ ▬ ▬ ▬ ▬ ▬ ▬ ▬ ▬ ▬ ▬ ▬ ▬ ▬ ▬ ▬ ▬ ▬ ▬ ▬ ▬ ▬ ▬ ▬ ▬ ▬ ▬ ▬ ▬ ▬ ▬ ▬ ▬ ▬ ▬ ▬ ▬ ▬ ▬ ▬ ▬ ▬ ▬ ▬ ▬ ▬ ▬ ▬ ▬ ▬ ▬ ▬ ▬ ▬ ▬ ▬ ▬ ▬ ▬ ▬ ▬ ▬ ▬ ▬ ▬ ▬ ▬ ▬ ▬ ▬ ▬ ▬ ▬ ▬ ▬ ▬ ▬ ▬ ▬ ▬ ▬ ▬ ▬ ▬ ▬ ▬ ▬ ▬ ▬ ▬ ▬ ▬ ▬ ▬ ▬ ▬ ▬ ▬ ▬ ▬ ▬ ▬ ▬ ▬ ▬ ▬ ▬ ▬ ▬ ▬ ▬ ▬ ▬ ▬ ▬ ▬ ▬ ▬ ▬ ▬ ▬ ▬ ▬ ▬ ▬ ▬ ▬ ▬ ▬ ▬ ▬ ▬ ▬ ▬ ▬ ▬ ▬ ▬ ▬ ▬ ▬ ▬ ▬ ▬ ▬ ▬ ▬ ▬ ▬ ▬ ▬ ▬ ▬ ▬ ▬ ▬ ▬ ▬ ▬ ▬ ▬ ▬ ▬ ▬ ▬ ▬ ▬ ▬ ▬ ▬ ▬ ▬ ▬ ▬ ▬ ▬ ▬ ▬ ▬ ▬ ▬ ▬ ▬ ▬ ▬ ▬ ▬ ▬ ▬ ▬ ▬ ▬ ▬ ▬ ▬ ▬ ▬ ▬ ▬ ▬ ▬ ▬ ▬ ▬ ▬ ▬ ▬ ▬ ▬ ▬ ▬ ▬ ▬ ▬ ▬ ▬ ▬ ▬ ▬ ▬ ▬ ▬ ▬ ▬ ▬ ▬ ▬ ▬ ▬ ▬ ▬ ▬ ▬ ▬ ▬ ▬ ▬ ▬ ▬ ▬ ▬ ▬ ▬ ▬ ▬ ▬ ▬ ▬ ▬ ▬ ▬ ▬ ▬ ▬ ▬ ▬ ▬ ▬ ▬ ▬ ▬ ▬ ▬ ▬ ▬ ▬ ▬ ▬ ▬ ▬ ▬ ▬ ▬ ▬ ▬ ▬ ▬ ▬ ▬ ▬ ▬ ▬ ▬ ▬ ▬ ▬ ▬ ▬ ▬ ▬ ▬ ▬ ▬ ▬ ▬ ▬ ▬ ▬ ▬ ▬ ▬ ▬ ▬ ▬ ▬ ▬ ▬ ▬ ▬ ▬ ▬ ▬ ▬ ▬ ▬ ▬ ▬ ▬ ▬ ▬ ▬ ▬ ▬ ▬ ▬ ▬ ▬ ▬ ▬ ▬ ▬ ▬ ▬ ▬ ▬ ▬ ▬ ▬ ▬ ▬ ▬ ▬ ▬ ▬ ▬ ▬ ▬ ▬ ▬ ▬ ▬ ▬ ▬ ▬ ▬ ▬ ▬ ▬ ▬ ▬ ▬ ▬ ▬ ▬ ▬ ▬ ▬ ▬ ▬ ▬ ▬ ▬ ▬ ▬ ▬ ▬ ▬ ▬ ▬ ▬ ▬ ▬ ▬ ▬ ▬ ▬ ▬ ▬ ▬ ▬ ▬ ▬ ▬ ▬ ▬ ▬ ▬ ▬ ▬ ▬ ▬ ▬ ▬ ▬ ▬ ▬ ▬ ▬ ▬ ▬ ▬ ▬ ▬ ▬ ▬ ▬ ▬ ▬ ▬ ▬ ▬ ▬ ▬ ▬ ▬ ▬ ▬ ▬ ▬ ▬ ▬ ▬ ▬ ▬ ▬ ▬ ▬ ▬ ▬ ▬ ▬ ▬ ▬ ▬ ▬ ▬ ▬ ▬ ▬ ▬ ▬ ▬ ▬ ▬ ▬ ▬ ▬ ▬ ▬ ▬ ▬ ▬ ▬ ▬ ▬ ▬ ▬ ▬ ▬ ▬ ▬ ▬ ▬ ▬ ▬ ▬ ▬ ▬ ▬ ▬ ▬ ▬ ▬ ▬ ▬ ▬ ▬ ▬ ▬ ▬ ▬ ▬ ▬ ▬ ▬ ▬ ▬ ▬ ▬ ▬ ▬ ▬ ▬ ▬ ▬ ▬ ▬ ▬ ▬ ▬ ▬ ▬ ▬ ▬ ▬ ▬ ▬ ▬ ▬ ▬ ▬ ▬ ▬ ▬ ▬ ▬ ▬ ▬ ▬ ▬ ▬ ▬ ▬ ▬ ▬ ▬ ▬ ▬ ▬ ▬ ▬ ▬ ▬ ▬ ▬ ▬ ▬ ▬ ▬ ▬ ▬ ▬ ▬ ▬ ▬ ▬ ▬ ▬ ▬ ▬ ▬ ▬ ▬ ▬ ▬ ▬ ▬ ▬ ▬ ▬ ▬ ▬ ▬ ▬ ▬ ▬ ▬ ▬ ▬ ▬ ▬ ▬ ▬ ▬ ▬ ▬ ▬ ▬ ▬ ▬ ▬ ▬ ▬ ▬ ▬ ▬ ▬ ▬ ▬ ▬ ▬ ▬ ▬ ▬ ▬ ▬ ▬ ▬ ▬ ▬ bbox=[90, 145, 347, 244]
calendrier-cell: 2020 bbox=[352, 1503, 454, 1567]
descriptif-placeholder-text: ▬ ▬ ▬ ▬ ▬ ▬ ▬ ▬ ▬ ▬ ▬ ▬ ▬ ▬ ▬ ▬ ▬ ▬ ▬ ▬ ▬ ▬ ▬ ▬ ▬ ▬ ▬ ▬ ▬ ▬ ▬ ▬ ▬ ▬ ▬ ▬ ▬ ▬ ▬ ▬ ▬ ▬ ▬ ▬ ▬ ▬ ▬ ▬ ▬ ▬ ▬ ▬ ▬ ▬ ▬ ▬ ▬ ▬ ▬ ▬ ▬ ▬ ▬ ▬ ▬ ▬ ▬ ▬ ▬ ▬ ▬ ▬ ▬ ▬ ▬ ▬ ▬ ▬ ▬ ▬ ▬ ▬ ▬ ▬ ▬ ▬ ▬ ▬ ▬ ▬ ▬ ▬ ▬ ▬ ▬ ▬ ▬ ▬ ▬ ▬ ▬ ▬ ▬ ▬ ▬ ▬ ▬ ▬ ▬ ▬ ▬ ▬ ▬ ▬ ▬ ▬ ▬ ▬ ▬ ▬ ▬ ▬ ▬ ▬ ▬ ▬ ▬ ▬ ▬ ▬ ▬ ▬ ▬ ▬ ▬ ▬ ▬ ▬ ▬ ▬ ▬ ▬ ▬ ▬ ▬ ▬ ▬ ▬ ▬ ▬ ▬ ▬ ▬ ▬ ▬ ▬ ▬ ▬ ▬ ▬ ▬ ▬ ▬ ▬ ▬ ▬ ▬ ▬ ▬ ▬ ▬ ▬ ▬ ▬ ▬ ▬ ▬ ▬ ▬ ▬ ▬ ▬ ▬ ▬ ▬ ▬ ▬ ▬ ▬ ▬ ▬ ▬ ▬ ▬ ▬ ▬ ▬ ▬ ▬ ▬ ▬ ▬ ▬ ▬ ▬ ▬ ▬ ▬ ▬ ▬ ▬ ▬ ▬ ▬ ▬ ▬ ▬ ▬ ▬ ▬ ▬ ▬ ▬ ▬ ▬ ▬ ▬ ▬ ▬ ▬ ▬ ▬ ▬ ▬ ▬ ▬ ▬ ▬ ▬ ▬ ▬ ▬ ▬ ▬ ▬ ▬ ▬ ▬ ▬ ▬ ▬ ▬ ▬ ▬ ▬ ▬ ▬ ▬ ▬ ▬ ▬ ▬ ▬ ▬ ▬ ▬ ▬ ▬ ▬ ▬ ▬ ▬ ▬ ▬ ▬ ▬ ▬ ▬ ▬ ▬ ▬ ▬ ▬ ▬ ▬ ▬ ▬ ▬ ▬ ▬ ▬ ▬ ▬ ▬ ▬ ▬ ▬ ▬ ▬ ▬ ▬ ▬ ▬ ▬ ▬ ▬ ▬ ▬ ▬ ▬ ▬ ▬ ▬ ▬ ▬ ▬ ▬ ▬ ▬ ▬ ▬ ▬ ▬ ▬ ▬ ▬ ▬ ▬ ▬ ▬ ▬ ▬ ▬ ▬ ▬ ▬ ▬ ▬ ▬ ▬ ▬ ▬ ▬ ▬ ▬ ▬ ▬ ▬ ▬ ▬ ▬ ▬ ▬ ▬ ▬ ▬ ▬ ▬ ▬ ▬ ▬ ▬ ▬ ▬ ▬ ▬ ▬ ▬ ▬ ▬ ▬ ▬ ▬ ▬ ▬ ▬ ▬ ▬ ▬ ▬ ▬ ▬ ▬ ▬ ▬ ▬ ▬ ▬ ▬ ▬ ▬ ▬ ▬ ▬ ▬ ▬ ▬ ▬ ▬ ▬ ▬ ▬ ▬ ▬ ▬ ▬ ▬ ▬ ▬ ▬ ▬ ▬ ▬ ▬ ▬ ▬ ▬ ▬ ▬ ▬ ▬ ▬ ▬ ▬ ▬ ▬ ▬ ▬ ▬ ▬ ▬ ▬ ▬ ▬ ▬ ▬ ▬ ▬ ▬ ▬ ▬ ▬ ▬ ▬ ▬ ▬ ▬ ▬ ▬ ▬ ▬ ▬ ▬ ▬ ▬ ▬ ▬ ▬ ▬ ▬ ▬ ▬ ▬ ▬ ▬ ▬ ▬ ▬ ▬ ▬ ▬ ▬ ▬ ▬ ▬ ▬ ▬ ▬ ▬ ▬ ▬ ▬ ▬ ▬ ▬ ▬ ▬ ▬ ▬ ▬ ▬ ▬ ▬ ▬ ▬ ▬ ▬ ▬ ▬ ▬ ▬ ▬ ▬ ▬ ▬ ▬ ▬ ▬ ▬ ▬ ▬ ▬ ▬ ▬ ▬ ▬ ▬ ▬ ▬ ▬ ▬ ▬ ▬ ▬ ▬ ▬ ▬ ▬ ▬ ▬ ▬ ▬ ▬ ▬ ▬ ▬ ▬ ▬ ▬ ▬ ▬ ▬ ▬ ▬ ▬ ▬ ▬ ▬ ▬ ▬ ▬ ▬ ▬ ▬ ▬ ▬ ▬ ▬ ▬ ▬ ▬ ▬ ▬ ▬ ▬ ▬ ▬ ▬ ▬ ▬ ▬ ▬ ▬ ▬ ▬ ▬ ▬ ▬ ▬ ▬ ▬ ▬ ▬ ▬ ▬ ▬ ▬ ▬ ▬ ▬ ▬ ▬ ▬ ▬ ▬ ▬ ▬ ▬ ▬ ▬ ▬ ▬ ▬ ▬ ▬ ▬ ▬ ▬ ▬ ▬ ▬ ▬ ▬ ▬ ▬ ▬ ▬ ▬ ▬ ▬ ▬ ▬ ▬ ▬ ▬ ▬ ▬ ▬ ▬ ▬ ▬ ▬ ▬ ▬ ▬ ▬ ▬ ▬ ▬ ▬ ▬ ▬ ▬ ▬ ▬ ▬ ▬ ▬ ▬ ▬ ▬ ▬ ▬ ▬ ▬ ▬ ▬ ▬ ▬ ▬ ▬ ▬ ▬ ▬ ▬ ▬ ▬ ▬ ▬ ▬ ▬ ▬ ▬ ▬ ▬ ▬ ▬ ▬ ▬ ▬ ▬ ▬ ▬ ▬ ▬ ▬ ▬ ▬ ▬ ▬ ▬ ▬ ▬ ▬ ▬ ▬ ▬ ▬ ▬ ▬ ▬ ▬ ▬ ▬ ▬ ▬ ▬ ▬ ▬ ▬ ▬ ▬ ▬ ▬ ▬ ▬ ▬ ▬ ▬ ▬ ▬ ▬ ▬ ▬ ▬ ▬ ▬ ▬ ▬ ▬ ▬ ▬ ▬ ▬ ▬ ▬ ▬ ▬ ▬ ▬ ▬ ▬ ▬ ▬ ▬ ▬ ▬ ▬ ▬ ▬ ▬ ▬ ▬ ▬ ▬ ▬ ▬ ▬ ▬ ▬ ▬ ▬ ▬ ▬ ▬ ▬ ▬ ▬ ▬ ▬ ▬ ▬ ▬ ▬ ▬ ▬ ▬ ▬ ▬ ▬ ▬ ▬ ▬ ▬ ▬ ▬ ▬ ▬ ▬ ▬ ▬ ▬ ▬ ▬ ▬ ▬ ▬ ▬ ▬ ▬ ▬ ▬ ▬ ▬ ▬ ▬ ▬ ▬ ▬ ▬ ▬ ▬ ▬ ▬ ▬ ▬ ▬ ▬ ▬ ▬ ▬ ▬ ▬ ▬ ▬ ▬ ▬ ▬ ▬ ▬ ▬ ▬ ▬ ▬ ▬ ▬ ▬ ▬ ▬ ▬ ▬ ▬ ▬ ▬ ▬ ▬ ▬ ▬ ▬ ▬ ▬ ▬ ▬ ▬ ▬ ▬ ▬ ▬ ▬ ▬ ▬ ▬ ▬ ▬ ▬ ▬ ▬ ▬ ▬ ▬ ▬ ▬ ▬ ▬ ▬ ▬ ▬ ▬ ▬ ▬ ▬ ▬ ▬ ▬ ▬ ▬ ▬ ▬ ▬ ▬ ▬ ▬ ▬ ▬ ▬ ▬ ▬ ▬ ▬ ▬ ▬ ▬ ▬ ▬ ▬ ▬ ▬ ▬ ▬ ▬ ▬ ▬ ▬ ▬ ▬ ▬ ▬ ▬ ▬ ▬ ▬ ▬ ▬ ▬ ▬ ▬ ▬ ▬ ▬ ▬ ▬ ▬ ▬ ▬ ▬ ▬ ▬ ▬ ▬ ▬ ▬ ▬ ▬ ▬ ▬ ▬ ▬ ▬ ▬ ▬ ▬ ▬ ▬ ▬ ▬ ▬ ▬ ▬ ▬ ▬ ▬ ▬ ▬ ▬ ▬ ▬ ▬ ▬ ▬ ▬ ▬ ▬ ▬ ▬ ▬ ▬ ▬ ▬ ▬ ▬ ▬ ▬ ▬ ▬ ▬ ▬ ▬ ▬ ▬ ▬ ▬ ▬ ▬ ▬ ▬ ▬ ▬ ▬ ▬ ▬ ▬ ▬ ▬ ▬ ▬ ▬ ▬ ▬ ▬ ▬ ▬ ▬ ▬ ▬ ▬ ▬ ▬ ▬ ▬ ▬ ▬ ▬ ▬ ▬ ▬ ▬ ▬ ▬ ▬ ▬ ▬ ▬ ▬ ▬ ▬ ▬ ▬ ▬ ▬ ▬ ▬ ▬ ▬ ▬ ▬ ▬ ▬ ▬ ▬ ▬ ▬ ▬ ▬ ▬ ▬ ▬ ▬ ▬ ▬ ▬ ▬ ▬ ▬ ▬ ▬ ▬ ▬ ▬ ▬ ▬ ▬ ▬ ▬ ▬ ▬ ▬ ▬ ▬ ▬ ▬ ▬ ▬ ▬ ▬ ▬ ▬ ▬ ▬ ▬ ▬ ▬ ▬ ▬ ▬ ▬ ▬ ▬ ▬ ▬ ▬ ▬ ▬ ▬ ▬ ▬ ▬ ▬ ▬ ▬ ▬ ▬ ▬ ▬ ▬ ▬ ▬ ▬ ▬ ▬ ▬ ▬ ▬ ▬ ▬ ▬ ▬ ▬ ▬ ▬ ▬ ▬ ▬ ▬ ▬ ▬ ▬ ▬ ▬ ▬ ▬ ▬ ▬ ▬ ▬ ▬ ▬ ▬ ▬ ▬ ▬ ▬ ▬ ▬ ▬ ▬ ▬ ▬ ▬ ▬ ▬ ▬ ▬ ▬ ▬ ▬ ▬ ▬ ▬ ▬ ▬ ▬ ▬ ▬ ▬ ▬ ▬ ▬ ▬ ▬ ▬ ▬ ▬ ▬ ▬ ▬ ▬ ▬ ▬ ▬ ▬ ▬ ▬ ▬ ▬ ▬ ▬ ▬ ▬ ▬ ▬ ▬ ▬ ▬ ▬ ▬ ▬ ▬ ▬ ▬ ▬ ▬ ▬ ▬ ▬ ▬ ▬ ▬ ▬ ▬ ▬ ▬ ▬ ▬ ▬ ▬ ▬ ▬ ▬ ▬ ▬ ▬ ▬ ▬ ▬ ▬ ▬ ▬ ▬ ▬ ▬ ▬ ▬ ▬ ▬ ▬ ▬ ▬ ▬ ▬ ▬ ▬ ▬ ▬ ▬ ▬ ▬ ▬ ▬ ▬ ▬ ▬ ▬ ▬ ▬ ▬ ▬ ▬ ▬ ▬ ▬ ▬ ▬ ▬ ▬ ▬ ▬ ▬ ▬ ▬ ▬ ▬ ▬ ▬ ▬ ▬ ▬ ▬ ▬ ▬ ▬ ▬ ▬ ▬ ▬ ▬ ▬ ▬ ▬ ▬ ▬ ▬ ▬ ▬ ▬ ▬ ▬ ▬ ▬ ▬ ▬ ▬ ▬ ▬ ▬ ▬ ▬ ▬ ▬ ▬ ▬ ▬ ▬ ▬ ▬ ▬ ▬ ▬ ▬ ▬ ▬ ▬ ▬ ▬ ▬ ▬ ▬ ▬ ▬ ▬ ▬ ▬ ▬ ▬ ▬ ▬ ▬ ▬ ▬ ▬ ▬ ▬ ▬ ▬ ▬ ▬ ▬ ▬ ▬ ▬ ▬ ▬ ▬ ▬ ▬ ▬ ▬ ▬ ▬ ▬ ▬ ▬ ▬ ▬ ▬ ▬ ▬ ▬ ▬ ▬ ▬ ▬ ▬ ▬ ▬ ▬ ▬ ▬ ▬ ▬ ▬ ▬ ▬ ▬ ▬ ▬ ▬ ▬ ▬ ▬ ▬ ▬ ▬ ▬ ▬ ▬ ▬ ▬ ▬ ▬ ▬ ▬ ▬ ▬ ▬ ▬ ▬ ▬ ▬ ▬ ▬ ▬ ▬ ▬ ▬ ▬ ▬ ▬ ▬ ▬ ▬ ▬ ▬ ▬ ▬ ▬ ▬ ▬ ▬ ▬ ▬ ▬ ▬ ▬ ▬ ▬ ▬ ▬ ▬ ▬ ▬ ▬ ▬ ▬ ▬ ▬ ▬ ▬ ▬ ▬ ▬ ▬ ▬ ▬ ▬ ▬ ▬ ▬ ▬ ▬ ▬ ▬ ▬ ▬ ▬ ▬ ▬ ▬ ▬ ▬ ▬ ▬ ▬ ▬ ▬ ▬ ▬ ▬ ▬ ▬ ▬ ▬ ▬ ▬ ▬ ▬ ▬ ▬ ▬ ▬ ▬ ▬ ▬ ▬ ▬ ▬ ▬ ▬ ▬ ▬ ▬ ▬ ▬ ▬ ▬ ▬ ▬ ▬ ▬ ▬ ▬ ▬ ▬ ▬ ▬ ▬ ▬ ▬ ▬ ▬ ▬ ▬ ▬ ▬ ▬ ▬ ▬ ▬ ▬ ▬ ▬ ▬ ▬ ▬ ▬ ▬ ▬ ▬ ▬ ▬ ▬ ▬ ▬ ▬ ▬ ▬ ▬ ▬ ▬ ▬ ▬ ▬ ▬ ▬ ▬ ▬ ▬ ▬ ▬ ▬ ▬ ▬ ▬ ▬ ▬ ▬ ▬ ▬ ▬ ▬ ▬ ▬ ▬ ▬ ▬ ▬ ▬ ▬ ▬ ▬ ▬ ▬ ▬ ▬ ▬ ▬ ▬ ▬ ▬ ▬ ▬ ▬ ▬ ▬ ▬ ▬ ▬ ▬ ▬ ▬ ▬ ▬ ▬ ▬ ▬ ▬ ▬ ▬ ▬ ▬ ▬ ▬ ▬ ▬ ▬ ▬ ▬ ▬ ▬ ▬ ▬ ▬ ▬ ▬ ▬ ▬ ▬ ▬ ▬ ▬ ▬ ▬ ▬ ▬ ▬ ▬ ▬ ▬ ▬ ▬ ▬ ▬ ▬ ▬ ▬ ▬ ▬ ▬ ▬ ▬ ▬ ▬ ▬ ▬ ▬ ▬ ▬ ▬ ▬ ▬ ▬ ▬ ▬ ▬ ▬ ▬ ▬ ▬ ▬ ▬ ▬ ▬ ▬ ▬ ▬ ▬ ▬ ▬ ▬ ▬ ▬ ▬ ▬ ▬ ▬ ▬ ▬ ▬ ▬ ▬ ▬ ▬ ▬ ▬ ▬ ▬ ▬ ▬ ▬ ▬ ▬ ▬ ▬ ▬ ▬ ▬ ▬ ▬ ▬ ▬ ▬ ▬ ▬ ▬ ▬ ▬ ▬ ▬ ▬ ▬ ▬ ▬ ▬ ▬ ▬ ▬ ▬ ▬ ▬ ▬ ▬ ▬ ▬ ▬ ▬ ▬ ▬ ▬ ▬ ▬ ▬ ▬ ▬ ▬ ▬ ▬ ▬ ▬ ▬ ▬ ▬ ▬ ▬ ▬ ▬ ▬ ▬ ▬ ▬ ▬ ▬ ▬ ▬ ▬ ▬ ▬ ▬ ▬ ▬ ▬ ▬ ▬ ▬ ▬ ▬ ▬ ▬ ▬ ▬ ▬ ▬ ▬ ▬ ▬ ▬ ▬ ▬ ▬ ▬ ▬ ▬ ▬ ▬ ▬ ▬ ▬ ▬ ▬ ▬ ▬ ▬ ▬ ▬ ▬ ▬ ▬ ▬ ▬ ▬ ▬ ▬ ▬ ▬ ▬ ▬ ▬ ▬ ▬ ▬ ▬ ▬ ▬ ▬ ▬ ▬ ▬ ▬ ▬ ▬ ▬ ▬ ▬ ▬ ▬ ▬ ▬ ▬ ▬ ▬ ▬ ▬ ▬ ▬ ▬ ▬ ▬ ▬ ▬ ▬ ▬ ▬ ▬ ▬ ▬ ▬ ▬ ▬ ▬ ▬ ▬ ▬ ▬ ▬ ▬ ▬ ▬ ▬ ▬ ▬ ▬ ▬ ▬ ▬ ▬ ▬ ▬ ▬ ▬ ▬ ▬ ▬ ▬ ▬ ▬ ▬ ▬ ▬ ▬ ▬ ▬ ▬ ▬ ▬ ▬ ▬ ▬ ▬ ▬ ▬ ▬ ▬ ▬ ▬ ▬ ▬ ▬ ▬ ▬ ▬ ▬ ▬ ▬ ▬ ▬ ▬ ▬ ▬ ▬ ▬ ▬ ▬ ▬ ▬ ▬ ▬ ▬ ▬ ▬ ▬ ▬ ▬ ▬ ▬ ▬ ▬ ▬ ▬ ▬ ▬ ▬ ▬ ▬ ▬ ▬ ▬ ▬ ▬ ▬ ▬ ▬ ▬ ▬ ▬ ▬ ▬ ▬ ▬ ▬ ▬ ▬ ▬ ▬ ▬ ▬ ▬ ▬ ▬ ▬ ▬ ▬ ▬ ▬ ▬ ▬ ▬ ▬ ▬ ▬ ▬ ▬ ▬ ▬ ▬ ▬ ▬ ▬ ▬ ▬ ▬ ▬ ▬ ▬ ▬ ▬ ▬ ▬ ▬ ▬ ▬ ▬ ▬ ▬ ▬ ▬ ▬ ▬ ▬ ▬ ▬ ▬ ▬ ▬ ▬ ▬ ▬ ▬ ▬ ▬ ▬ ▬ ▬ ▬ ▬ ▬ ▬ ▬ ▬ ▬ ▬ ▬ ▬ ▬ ▬ ▬ ▬ ▬ ▬ ▬ ▬ ▬ ▬ ▬ ▬ ▬ ▬ ▬ ▬ ▬ ▬ ▬ ▬ ▬ ▬ ▬ ▬ ▬ ▬ ▬ ▬ ▬ ▬ ▬ ▬ ▬ ▬ ▬ ▬ ▬ ▬ ▬ ▬ ▬ ▬ ▬ ▬ ▬ ▬ ▬ ▬ ▬ ▬ ▬ ▬ ▬ ▬ ▬ ▬ ▬ ▬ ▬ ▬ ▬ ▬ ▬ ▬ ▬ ▬ ▬ ▬ ▬ ▬ ▬ ▬ ▬ ▬ ▬ ▬ ▬ ▬ ▬ ▬ ▬ ▬ ▬ ▬ ▬ ▬ ▬ ▬ ▬ ▬ ▬ ▬ ▬ ▬ ▬ ▬ ▬ ▬ ▬ ▬ ▬ ▬ ▬ ▬ ▬ ▬ ▬ ▬ ▬ ▬ ▬ ▬ ▬ ▬ ▬ ▬ ▬ ▬ ▬ ▬ ▬ ▬ ▬ ▬ ▬ ▬ ▬ ▬ ▬ ▬ ▬ ▬ ▬ ▬ ▬ ▬ ▬ ▬ bbox=[90, 909, 347, 1057]
chantier-cell: Situation de l'établissement bbox=[12, 1567, 88, 1626]
section-title: 1. CONDITIONS DE TRAVAIL ET ACTION SOCIALE bbox=[12, 35, 454, 44]
descriptif-cell bbox=[88, 1503, 352, 1567]
chantier-cell: Chantier sur les compétences techniques et de l'organisation territoriale bbox=[12, 2502, 88, 2576]
descriptif-placeholder-text: ▬ ▬ ▬ ▬ ▬ ▬ ▬ ▬ ▬ ▬ ▬ ▬ ▬ ▬ ▬ ▬ ▬ ▬ ▬ ▬ ▬ ▬ ▬ ▬ ▬ ▬ ▬ ▬ ▬ ▬ ▬ ▬ ▬ ▬ ▬ ▬ ▬ ▬ ▬ ▬ ▬ ▬ ▬ ▬ ▬ ▬ ▬ ▬ ▬ ▬ ▬ ▬ ▬ ▬ ▬ ▬ ▬ ▬ ▬ ▬ ▬ ▬ ▬ ▬ ▬ ▬ ▬ ▬ ▬ ▬ ▬ ▬ ▬ ▬ ▬ ▬ ▬ ▬ ▬ ▬ ▬ ▬ ▬ ▬ ▬ ▬ ▬ ▬ ▬ ▬ ▬ ▬ ▬ ▬ ▬ ▬ ▬ ▬ ▬ ▬ ▬ ▬ ▬ ▬ ▬ ▬ ▬ ▬ ▬ ▬ ▬ ▬ ▬ ▬ ▬ ▬ ▬ ▬ ▬ ▬ ▬ ▬ ▬ ▬ ▬ ▬ ▬ ▬ ▬ ▬ ▬ ▬ ▬ ▬ ▬ ▬ ▬ ▬ ▬ ▬ ▬ ▬ ▬ ▬ ▬ ▬ ▬ ▬ ▬ ▬ ▬ ▬ ▬ ▬ ▬ ▬ ▬ ▬ ▬ ▬ ▬ ▬ ▬ ▬ ▬ ▬ ▬ ▬ ▬ ▬ ▬ ▬ ▬ ▬ ▬ ▬ ▬ ▬ ▬ ▬ ▬ ▬ ▬ ▬ ▬ ▬ ▬ ▬ ▬ ▬ ▬ ▬ ▬ ▬ ▬ ▬ ▬ ▬ ▬ ▬ ▬ ▬ ▬ ▬ ▬ ▬ ▬ ▬ ▬ ▬ ▬ ▬ ▬ ▬ ▬ ▬ ▬ ▬ ▬ ▬ ▬ ▬ ▬ ▬ ▬ ▬ ▬ ▬ ▬ ▬ ▬ ▬ ▬ ▬ ▬ ▬ ▬ ▬ ▬ ▬ ▬ ▬ ▬ ▬ ▬ ▬ ▬ ▬ ▬ ▬ ▬ ▬ ▬ ▬ ▬ ▬ ▬ ▬ ▬ ▬ ▬ ▬ ▬ ▬ ▬ ▬ ▬ ▬ ▬ ▬ ▬ ▬ ▬ ▬ ▬ ▬ ▬ ▬ ▬ ▬ ▬ ▬ ▬ ▬ ▬ ▬ ▬ ▬ ▬ ▬ ▬ ▬ ▬ ▬ ▬ ▬ ▬ ▬ ▬ ▬ ▬ ▬ ▬ ▬ ▬ ▬ ▬ ▬ ▬ ▬ ▬ ▬ ▬ ▬ ▬ ▬ ▬ ▬ ▬ ▬ ▬ ▬ ▬ ▬ ▬ ▬ ▬ ▬ ▬ ▬ ▬ ▬ ▬ ▬ ▬ ▬ ▬ ▬ ▬ ▬ ▬ ▬ ▬ ▬ ▬ ▬ ▬ ▬ ▬ ▬ ▬ ▬ ▬ ▬ ▬ ▬ ▬ ▬ ▬ ▬ ▬ ▬ ▬ ▬ ▬ ▬ ▬ ▬ ▬ ▬ ▬ ▬ ▬ ▬ ▬ ▬ ▬ ▬ ▬ ▬ ▬ ▬ ▬ ▬ ▬ ▬ ▬ ▬ ▬ ▬ ▬ ▬ ▬ ▬ ▬ ▬ ▬ ▬ ▬ ▬ ▬ ▬ ▬ ▬ ▬ ▬ ▬ ▬ ▬ ▬ ▬ ▬ ▬ ▬ ▬ ▬ ▬ ▬ ▬ ▬ ▬ ▬ ▬ ▬ ▬ ▬ bbox=[90, 1504, 347, 1532]
table-row bbox=[12, 634, 454, 703]
table-row bbox=[12, 2268, 454, 2399]
descriptif-cell bbox=[88, 1567, 352, 1626]
chantier-cell: Retour d'expérience de la crise Covid-19 bbox=[12, 44, 88, 144]
calendrier-cell: Engagement des travaux 2ème semestre 2020 bbox=[352, 1678, 454, 1789]
document-subtitle: DES MINISTERES DE LA TRANSITION ECOLOGIQUE ET DE LA COHESION DES TERRITOIRES bbox=[116, 10, 349, 16]
table-header-row bbox=[12, 1479, 454, 1494]
chantier-cell: Revalorisation des carrières bbox=[12, 1189, 88, 1480]
descriptif-cell bbox=[88, 2268, 352, 2399]
table-row bbox=[12, 1789, 454, 2183]
section-title: 4. CHANTIERS TRANSVERSAUX (suite) bbox=[12, 2494, 454, 2502]
header-descriptif: Descriptif bbox=[88, 1479, 352, 1494]
chantier-cell: RIFSEEP : évolution du dispositif bbox=[12, 2183, 88, 2268]
descriptif-placeholder-text: ▬ ▬ ▬ ▬ ▬ ▬ ▬ ▬ ▬ ▬ ▬ ▬ ▬ ▬ ▬ ▬ ▬ ▬ ▬ ▬ ▬ ▬ ▬ ▬ ▬ ▬ ▬ ▬ ▬ ▬ ▬ ▬ ▬ ▬ ▬ ▬ ▬ ▬ ▬ ▬ ▬ ▬ ▬ ▬ ▬ ▬ ▬ ▬ ▬ ▬ ▬ ▬ ▬ ▬ ▬ ▬ ▬ ▬ ▬ ▬ ▬ ▬ ▬ ▬ ▬ ▬ ▬ ▬ ▬ ▬ ▬ ▬ ▬ ▬ ▬ ▬ ▬ ▬ ▬ ▬ ▬ ▬ ▬ ▬ ▬ ▬ ▬ ▬ ▬ ▬ ▬ ▬ ▬ ▬ ▬ ▬ ▬ ▬ ▬ ▬ ▬ ▬ ▬ ▬ ▬ ▬ ▬ ▬ ▬ ▬ ▬ ▬ ▬ ▬ ▬ ▬ ▬ ▬ ▬ ▬ ▬ ▬ ▬ ▬ ▬ ▬ ▬ ▬ ▬ ▬ ▬ ▬ ▬ ▬ ▬ ▬ ▬ ▬ ▬ ▬ ▬ ▬ ▬ ▬ ▬ ▬ ▬ ▬ ▬ ▬ ▬ ▬ ▬ ▬ ▬ ▬ ▬ ▬ ▬ ▬ ▬ ▬ ▬ ▬ ▬ ▬ ▬ ▬ ▬ ▬ ▬ ▬ ▬ ▬ ▬ ▬ ▬ ▬ ▬ ▬ ▬ ▬ ▬ ▬ ▬ ▬ ▬ ▬ ▬ ▬ ▬ ▬ ▬ ▬ ▬ ▬ ▬ ▬ ▬ ▬ ▬ ▬ ▬ ▬ ▬ ▬ ▬ ▬ ▬ ▬ ▬ ▬ ▬ ▬ ▬ ▬ ▬ ▬ ▬ ▬ ▬ ▬ ▬ ▬ ▬ ▬ ▬ ▬ ▬ ▬ ▬ ▬ ▬ ▬ ▬ ▬ ▬ ▬ ▬ ▬ ▬ ▬ ▬ ▬ ▬ ▬ ▬ ▬ ▬ ▬ ▬ ▬ ▬ ▬ ▬ ▬ ▬ ▬ ▬ ▬ ▬ ▬ ▬ ▬ ▬ ▬ ▬ ▬ ▬ ▬ ▬ ▬ ▬ ▬ ▬ ▬ ▬ ▬ ▬ ▬ ▬ ▬ ▬ ▬ ▬ ▬ ▬ ▬ ▬ ▬ ▬ ▬ ▬ ▬ ▬ ▬ ▬ ▬ ▬ ▬ ▬ ▬ ▬ ▬ ▬ ▬ ▬ ▬ ▬ ▬ ▬ ▬ ▬ ▬ ▬ ▬ ▬ ▬ ▬ ▬ ▬ ▬ ▬ ▬ ▬ ▬ ▬ ▬ ▬ ▬ ▬ ▬ ▬ ▬ ▬ ▬ ▬ ▬ ▬ ▬ ▬ ▬ ▬ ▬ ▬ ▬ ▬ ▬ ▬ ▬ ▬ ▬ ▬ ▬ ▬ ▬ ▬ ▬ ▬ ▬ ▬ ▬ ▬ ▬ ▬ ▬ ▬ ▬ ▬ ▬ ▬ ▬ ▬ ▬ ▬ ▬ ▬ ▬ ▬ ▬ ▬ ▬ ▬ ▬ ▬ ▬ ▬ ▬ ▬ ▬ ▬ ▬ ▬ ▬ ▬ ▬ ▬ ▬ ▬ ▬ ▬ ▬ ▬ ▬ ▬ ▬ ▬ ▬ ▬ ▬ ▬ ▬ ▬ ▬ ▬ ▬ ▬ ▬ ▬ ▬ ▬ ▬ ▬ ▬ ▬ ▬ ▬ ▬ ▬ ▬ ▬ ▬ ▬ ▬ ▬ ▬ ▬ ▬ ▬ ▬ ▬ ▬ ▬ ▬ ▬ ▬ ▬ ▬ ▬ ▬ ▬ ▬ ▬ ▬ ▬ ▬ ▬ ▬ ▬ ▬ ▬ ▬ ▬ ▬ ▬ ▬ ▬ ▬ ▬ ▬ ▬ ▬ ▬ ▬ ▬ ▬ ▬ ▬ ▬ ▬ ▬ ▬ ▬ ▬ ▬ ▬ ▬ ▬ ▬ ▬ ▬ ▬ ▬ ▬ ▬ bbox=[90, 635, 347, 671]
chantier-cell: Protection fonctionnelle bbox=[12, 1678, 88, 1789]
descriptif-placeholder-text: ▬ ▬ ▬ ▬ ▬ ▬ ▬ ▬ ▬ ▬ ▬ ▬ ▬ ▬ ▬ ▬ ▬ ▬ ▬ ▬ ▬ ▬ ▬ ▬ ▬ ▬ ▬ ▬ ▬ ▬ ▬ ▬ ▬ ▬ ▬ ▬ ▬ ▬ ▬ ▬ ▬ ▬ ▬ ▬ ▬ ▬ ▬ ▬ ▬ ▬ ▬ ▬ ▬ ▬ ▬ ▬ ▬ ▬ ▬ ▬ ▬ ▬ ▬ ▬ ▬ ▬ ▬ ▬ ▬ ▬ ▬ ▬ ▬ ▬ ▬ ▬ ▬ ▬ ▬ ▬ ▬ ▬ ▬ ▬ ▬ ▬ ▬ ▬ ▬ ▬ ▬ ▬ ▬ ▬ ▬ ▬ ▬ ▬ ▬ ▬ ▬ ▬ ▬ ▬ ▬ ▬ ▬ ▬ ▬ ▬ ▬ ▬ ▬ ▬ ▬ ▬ ▬ ▬ ▬ ▬ ▬ ▬ ▬ ▬ ▬ ▬ ▬ ▬ ▬ ▬ ▬ ▬ ▬ ▬ ▬ ▬ ▬ ▬ ▬ ▬ ▬ ▬ ▬ ▬ ▬ ▬ ▬ ▬ ▬ ▬ ▬ ▬ ▬ ▬ ▬ ▬ ▬ ▬ ▬ ▬ ▬ ▬ ▬ ▬ ▬ ▬ ▬ ▬ ▬ ▬ ▬ ▬ ▬ ▬ ▬ ▬ ▬ ▬ ▬ ▬ ▬ ▬ ▬ ▬ ▬ ▬ ▬ ▬ ▬ ▬ ▬ ▬ ▬ ▬ ▬ ▬ ▬ ▬ ▬ ▬ ▬ ▬ ▬ ▬ ▬ ▬ ▬ ▬ ▬ ▬ ▬ ▬ ▬ ▬ ▬ ▬ ▬ ▬ ▬ ▬ ▬ ▬ ▬ ▬ ▬ ▬ ▬ ▬ ▬ ▬ ▬ ▬ ▬ ▬ ▬ ▬ ▬ ▬ ▬ ▬ ▬ ▬ ▬ ▬ ▬ ▬ ▬ ▬ ▬ ▬ ▬ ▬ ▬ ▬ ▬ ▬ ▬ ▬ ▬ ▬ ▬ ▬ ▬ ▬ ▬ ▬ ▬ ▬ ▬ ▬ ▬ ▬ ▬ ▬ ▬ ▬ ▬ ▬ ▬ ▬ ▬ ▬ ▬ ▬ ▬ ▬ ▬ ▬ ▬ ▬ ▬ ▬ ▬ ▬ ▬ ▬ ▬ ▬ ▬ ▬ ▬ ▬ ▬ ▬ ▬ ▬ ▬ ▬ ▬ ▬ ▬ ▬ ▬ ▬ ▬ ▬ ▬ ▬ ▬ ▬ ▬ ▬ ▬ ▬ ▬ ▬ ▬ ▬ ▬ ▬ ▬ ▬ ▬ ▬ ▬ ▬ ▬ ▬ ▬ ▬ ▬ ▬ ▬ ▬ ▬ ▬ ▬ ▬ ▬ ▬ ▬ ▬ ▬ ▬ ▬ ▬ ▬ ▬ ▬ ▬ ▬ ▬ ▬ ▬ ▬ ▬ ▬ ▬ ▬ ▬ ▬ ▬ ▬ ▬ ▬ ▬ ▬ ▬ ▬ ▬ ▬ ▬ ▬ ▬ ▬ ▬ ▬ ▬ ▬ ▬ ▬ ▬ ▬ ▬ ▬ ▬ ▬ ▬ ▬ ▬ ▬ ▬ ▬ ▬ ▬ ▬ ▬ ▬ ▬ ▬ ▬ ▬ ▬ ▬ ▬ ▬ ▬ ▬ ▬ ▬ ▬ ▬ ▬ ▬ ▬ ▬ ▬ ▬ ▬ ▬ ▬ ▬ ▬ ▬ ▬ ▬ ▬ ▬ ▬ ▬ ▬ ▬ ▬ ▬ ▬ ▬ ▬ ▬ ▬ ▬ ▬ ▬ ▬ ▬ ▬ ▬ ▬ ▬ ▬ ▬ ▬ ▬ ▬ ▬ ▬ ▬ ▬ ▬ ▬ ▬ ▬ ▬ ▬ ▬ ▬ ▬ ▬ ▬ ▬ ▬ ▬ ▬ ▬ ▬ ▬ ▬ ▬ ▬ ▬ ▬ ▬ ▬ ▬ ▬ ▬ ▬ ▬ ▬ ▬ ▬ ▬ ▬ ▬ ▬ ▬ ▬ ▬ ▬ ▬ ▬ ▬ ▬ ▬ ▬ ▬ ▬ ▬ ▬ ▬ ▬ ▬ ▬ ▬ ▬ ▬ ▬ ▬ ▬ ▬ ▬ ▬ ▬ ▬ ▬ ▬ ▬ ▬ ▬ ▬ ▬ ▬ ▬ ▬ ▬ ▬ ▬ ▬ ▬ ▬ ▬ ▬ ▬ ▬ ▬ ▬ ▬ ▬ ▬ ▬ ▬ ▬ ▬ ▬ ▬ ▬ ▬ ▬ ▬ ▬ ▬ ▬ ▬ ▬ ▬ ▬ ▬ ▬ ▬ ▬ ▬ ▬ ▬ ▬ ▬ ▬ ▬ ▬ ▬ ▬ ▬ ▬ ▬ ▬ ▬ ▬ ▬ ▬ ▬ ▬ ▬ ▬ ▬ ▬ ▬ ▬ ▬ ▬ ▬ ▬ ▬ ▬ ▬ ▬ ▬ ▬ ▬ ▬ ▬ ▬ ▬ ▬ ▬ ▬ ▬ ▬ ▬ ▬ ▬ ▬ ▬ ▬ ▬ ▬ ▬ ▬ ▬ ▬ ▬ ▬ ▬ ▬ ▬ ▬ ▬ ▬ ▬ ▬ ▬ ▬ ▬ ▬ ▬ ▬ ▬ ▬ ▬ ▬ ▬ ▬ ▬ ▬ ▬ ▬ ▬ ▬ ▬ ▬ ▬ ▬ ▬ ▬ ▬ ▬ ▬ ▬ ▬ ▬ ▬ ▬ ▬ ▬ ▬ ▬ ▬ ▬ ▬ ▬ ▬ ▬ ▬ ▬ ▬ ▬ ▬ ▬ ▬ ▬ ▬ ▬ ▬ ▬ ▬ ▬ ▬ ▬ ▬ ▬ ▬ ▬ ▬ ▬ ▬ ▬ ▬ ▬ ▬ ▬ ▬ ▬ ▬ ▬ ▬ ▬ ▬ ▬ ▬ ▬ ▬ ▬ ▬ ▬ ▬ ▬ ▬ ▬ ▬ ▬ ▬ ▬ ▬ ▬ ▬ ▬ ▬ ▬ ▬ ▬ ▬ ▬ ▬ ▬ ▬ ▬ ▬ ▬ ▬ ▬ ▬ ▬ ▬ ▬ ▬ ▬ ▬ ▬ ▬ ▬ ▬ ▬ ▬ ▬ ▬ ▬ ▬ ▬ ▬ ▬ ▬ ▬ ▬ ▬ ▬ ▬ ▬ ▬ ▬ ▬ ▬ ▬ ▬ ▬ ▬ ▬ ▬ ▬ ▬ ▬ ▬ ▬ ▬ ▬ ▬ ▬ ▬ ▬ ▬ ▬ ▬ ▬ ▬ ▬ ▬ ▬ ▬ ▬ ▬ ▬ ▬ ▬ ▬ ▬ ▬ ▬ ▬ ▬ ▬ ▬ ▬ ▬ ▬ ▬ ▬ ▬ ▬ ▬ ▬ ▬ ▬ ▬ ▬ ▬ ▬ ▬ ▬ ▬ ▬ ▬ ▬ ▬ ▬ ▬ ▬ ▬ ▬ ▬ ▬ ▬ ▬ ▬ ▬ ▬ ▬ ▬ ▬ ▬ ▬ ▬ ▬ ▬ ▬ ▬ ▬ ▬ ▬ ▬ ▬ ▬ ▬ ▬ ▬ ▬ ▬ ▬ ▬ ▬ ▬ ▬ ▬ ▬ ▬ ▬ ▬ ▬ ▬ ▬ ▬ ▬ ▬ ▬ ▬ ▬ ▬ ▬ ▬ ▬ ▬ ▬ ▬ ▬ ▬ ▬ ▬ ▬ ▬ ▬ ▬ ▬ ▬ ▬ ▬ ▬ ▬ ▬ ▬ ▬ ▬ ▬ ▬ ▬ ▬ ▬ ▬ ▬ ▬ ▬ ▬ ▬ ▬ ▬ ▬ ▬ ▬ ▬ ▬ ▬ ▬ ▬ ▬ ▬ ▬ ▬ ▬ ▬ ▬ ▬ ▬ ▬ ▬ ▬ ▬ ▬ ▬ ▬ ▬ ▬ ▬ ▬ ▬ ▬ ▬ ▬ ▬ ▬ ▬ ▬ ▬ ▬ ▬ ▬ ▬ ▬ ▬ ▬ ▬ ▬ ▬ ▬ ▬ ▬ ▬ ▬ ▬ bbox=[90, 2269, 347, 2338]
calendrier-cell: Engagement des travaux 2021 bbox=[352, 908, 454, 1189]
header-calendrier: Calendrier bbox=[352, 20, 454, 35]
descriptif-cell bbox=[88, 908, 352, 1189]
table-header-row bbox=[12, 2479, 454, 2494]
descriptif-cell bbox=[88, 2502, 352, 2576]
descriptif-cell bbox=[88, 634, 352, 703]
chantier-cell: Moderniser la statut des Services des ponts et chaussées bbox=[12, 787, 88, 908]
header-descriptif: Descriptif bbox=[88, 610, 352, 625]
header-calendrier: Calendrier bbox=[352, 763, 454, 778]
table-header-row bbox=[12, 610, 454, 625]
section-table bbox=[11, 2478, 454, 2576]
chantier-cell: Devenir d'un opérateur bbox=[12, 1503, 88, 1567]
chantier-cell: Mise en œuvre des chantiers issus de la loi de transformation de la fonction publique bbox=[12, 1789, 88, 2183]
chantier-cell: Traçabilité de l'exposition aux risques chimiques bbox=[12, 144, 88, 332]
table-header-row bbox=[12, 1654, 454, 1669]
header-chantiers: Chantiers bbox=[12, 610, 88, 625]
section-title: 1. CONDITIONS DE TRAVAIL ET ACTION SOCIALE (suite) bbox=[12, 625, 454, 634]
chantier-cell: Renforcement de la prévention des risques psycho-sociaux (RPS) bbox=[12, 332, 88, 603]
calendrier-cell: Relance des plans de prévention des RPS 2020 bbox=[352, 332, 454, 603]
table-row bbox=[12, 2502, 454, 2576]
section-title: 2. PROJETS DE CORPS bbox=[12, 778, 454, 787]
calendrier-cell: Engagement des travaux 2ème semestre 2021 bbox=[352, 2502, 454, 2576]
header-calendrier: Calendrier bbox=[352, 610, 454, 625]
descriptif-placeholder-text: ▬ ▬ ▬ ▬ ▬ ▬ ▬ ▬ ▬ ▬ ▬ ▬ ▬ ▬ ▬ ▬ ▬ ▬ ▬ ▬ ▬ ▬ ▬ ▬ ▬ ▬ ▬ ▬ ▬ ▬ ▬ ▬ ▬ ▬ ▬ ▬ ▬ ▬ ▬ ▬ ▬ ▬ ▬ ▬ ▬ ▬ ▬ ▬ ▬ ▬ ▬ ▬ ▬ ▬ ▬ ▬ ▬ ▬ ▬ ▬ ▬ ▬ ▬ ▬ ▬ ▬ ▬ ▬ ▬ ▬ ▬ ▬ ▬ ▬ ▬ ▬ ▬ ▬ ▬ ▬ ▬ ▬ ▬ ▬ ▬ ▬ ▬ ▬ ▬ ▬ ▬ ▬ ▬ ▬ ▬ ▬ ▬ ▬ ▬ ▬ ▬ ▬ ▬ ▬ ▬ ▬ ▬ ▬ ▬ ▬ ▬ ▬ ▬ ▬ ▬ ▬ ▬ ▬ ▬ ▬ ▬ ▬ ▬ ▬ ▬ ▬ ▬ ▬ ▬ ▬ ▬ ▬ ▬ ▬ ▬ ▬ ▬ ▬ ▬ ▬ ▬ ▬ ▬ ▬ ▬ ▬ ▬ ▬ ▬ ▬ ▬ ▬ ▬ ▬ ▬ ▬ ▬ ▬ ▬ ▬ ▬ ▬ ▬ ▬ ▬ ▬ ▬ ▬ ▬ ▬ ▬ ▬ ▬ ▬ ▬ ▬ ▬ ▬ ▬ ▬ ▬ ▬ ▬ ▬ ▬ ▬ ▬ ▬ ▬ ▬ ▬ ▬ ▬ ▬ ▬ ▬ ▬ ▬ ▬ ▬ ▬ ▬ ▬ ▬ ▬ ▬ ▬ ▬ ▬ ▬ ▬ ▬ ▬ ▬ ▬ ▬ ▬ ▬ ▬ ▬ ▬ ▬ ▬ ▬ ▬ ▬ ▬ ▬ ▬ ▬ ▬ ▬ ▬ ▬ ▬ ▬ ▬ ▬ ▬ ▬ ▬ ▬ ▬ ▬ ▬ ▬ ▬ ▬ ▬ ▬ ▬ ▬ ▬ ▬ ▬ ▬ ▬ ▬ ▬ ▬ ▬ ▬ ▬ ▬ ▬ ▬ ▬ ▬ ▬ ▬ ▬ ▬ ▬ ▬ ▬ ▬ ▬ ▬ ▬ ▬ ▬ ▬ ▬ ▬ ▬ ▬ ▬ ▬ ▬ ▬ ▬ ▬ ▬ ▬ ▬ ▬ ▬ ▬ ▬ ▬ ▬ ▬ ▬ ▬ ▬ ▬ ▬ ▬ ▬ ▬ ▬ ▬ ▬ ▬ ▬ ▬ ▬ ▬ ▬ ▬ ▬ ▬ ▬ ▬ ▬ ▬ ▬ ▬ ▬ ▬ ▬ ▬ ▬ ▬ ▬ ▬ ▬ ▬ ▬ ▬ ▬ ▬ ▬ ▬ ▬ ▬ ▬ ▬ ▬ ▬ ▬ ▬ ▬ ▬ ▬ ▬ ▬ ▬ ▬ ▬ ▬ ▬ ▬ ▬ ▬ ▬ ▬ ▬ ▬ ▬ ▬ ▬ ▬ ▬ ▬ ▬ ▬ ▬ ▬ ▬ ▬ ▬ ▬ ▬ ▬ ▬ ▬ ▬ ▬ ▬ ▬ bbox=[90, 1568, 347, 1597]
descriptif-placeholder-text: ▬ ▬ ▬ ▬ ▬ ▬ ▬ ▬ ▬ ▬ ▬ ▬ ▬ ▬ ▬ ▬ ▬ ▬ ▬ ▬ ▬ ▬ ▬ ▬ ▬ ▬ ▬ ▬ ▬ ▬ ▬ ▬ ▬ ▬ ▬ ▬ ▬ ▬ ▬ ▬ ▬ ▬ ▬ ▬ ▬ ▬ ▬ ▬ ▬ ▬ ▬ ▬ ▬ ▬ ▬ ▬ ▬ ▬ ▬ ▬ ▬ ▬ ▬ ▬ ▬ ▬ ▬ ▬ ▬ ▬ ▬ ▬ ▬ ▬ ▬ ▬ ▬ ▬ ▬ ▬ ▬ ▬ ▬ ▬ ▬ ▬ ▬ ▬ ▬ ▬ ▬ ▬ ▬ ▬ ▬ ▬ ▬ ▬ ▬ ▬ ▬ ▬ ▬ ▬ ▬ ▬ ▬ ▬ ▬ ▬ ▬ ▬ ▬ ▬ ▬ ▬ ▬ ▬ ▬ ▬ ▬ ▬ ▬ ▬ ▬ ▬ ▬ ▬ ▬ ▬ ▬ ▬ ▬ ▬ ▬ ▬ ▬ ▬ ▬ ▬ ▬ ▬ ▬ ▬ ▬ ▬ ▬ ▬ ▬ ▬ ▬ ▬ ▬ ▬ ▬ ▬ ▬ ▬ ▬ ▬ ▬ ▬ ▬ ▬ ▬ ▬ ▬ ▬ ▬ ▬ ▬ ▬ ▬ ▬ ▬ ▬ ▬ ▬ ▬ ▬ ▬ ▬ ▬ ▬ ▬ ▬ ▬ ▬ ▬ ▬ ▬ ▬ ▬ ▬ ▬ ▬ ▬ ▬ ▬ ▬ ▬ ▬ ▬ ▬ ▬ ▬ ▬ ▬ ▬ ▬ ▬ ▬ ▬ ▬ ▬ ▬ ▬ ▬ ▬ ▬ ▬ ▬ ▬ ▬ ▬ ▬ ▬ ▬ ▬ ▬ ▬ ▬ ▬ ▬ ▬ ▬ ▬ ▬ ▬ ▬ ▬ ▬ ▬ ▬ ▬ ▬ ▬ ▬ ▬ ▬ ▬ ▬ ▬ ▬ ▬ ▬ ▬ ▬ ▬ ▬ ▬ ▬ ▬ ▬ ▬ ▬ ▬ ▬ ▬ ▬ ▬ ▬ ▬ ▬ ▬ ▬ ▬ ▬ ▬ ▬ ▬ ▬ ▬ ▬ ▬ ▬ ▬ ▬ ▬ ▬ ▬ ▬ ▬ ▬ ▬ ▬ ▬ ▬ ▬ ▬ ▬ ▬ ▬ ▬ ▬ ▬ ▬ ▬ ▬ ▬ ▬ ▬ ▬ ▬ ▬ ▬ ▬ ▬ ▬ ▬ ▬ ▬ ▬ ▬ ▬ ▬ ▬ ▬ ▬ ▬ ▬ bbox=[90, 1628, 347, 1652]
descriptif-placeholder-text: ▬ ▬ ▬ ▬ ▬ ▬ ▬ ▬ ▬ ▬ ▬ ▬ ▬ ▬ ▬ ▬ ▬ ▬ ▬ ▬ ▬ ▬ ▬ ▬ ▬ ▬ ▬ ▬ ▬ ▬ ▬ ▬ ▬ ▬ ▬ ▬ ▬ ▬ ▬ ▬ ▬ ▬ ▬ ▬ ▬ ▬ ▬ ▬ ▬ ▬ ▬ ▬ ▬ ▬ ▬ ▬ ▬ ▬ ▬ ▬ ▬ ▬ ▬ ▬ ▬ ▬ ▬ ▬ ▬ ▬ ▬ ▬ ▬ ▬ ▬ ▬ ▬ ▬ ▬ ▬ ▬ ▬ ▬ ▬ ▬ ▬ ▬ ▬ ▬ ▬ ▬ ▬ ▬ ▬ ▬ ▬ ▬ ▬ ▬ ▬ ▬ ▬ ▬ ▬ ▬ ▬ ▬ ▬ ▬ ▬ ▬ ▬ ▬ ▬ ▬ ▬ ▬ ▬ ▬ ▬ ▬ ▬ ▬ ▬ ▬ ▬ ▬ ▬ ▬ ▬ ▬ ▬ ▬ ▬ ▬ ▬ ▬ ▬ ▬ ▬ ▬ ▬ ▬ ▬ ▬ ▬ ▬ ▬ ▬ ▬ ▬ ▬ ▬ ▬ ▬ ▬ ▬ ▬ ▬ ▬ ▬ ▬ ▬ ▬ ▬ ▬ ▬ ▬ ▬ ▬ ▬ ▬ ▬ ▬ ▬ ▬ ▬ ▬ ▬ ▬ ▬ ▬ ▬ ▬ ▬ ▬ ▬ ▬ ▬ ▬ ▬ ▬ ▬ ▬ ▬ ▬ ▬ ▬ ▬ ▬ ▬ ▬ ▬ ▬ ▬ ▬ ▬ ▬ ▬ ▬ ▬ ▬ ▬ ▬ ▬ ▬ ▬ ▬ ▬ ▬ ▬ ▬ ▬ ▬ ▬ ▬ ▬ ▬ ▬ ▬ ▬ ▬ ▬ ▬ ▬ ▬ ▬ ▬ ▬ ▬ ▬ ▬ ▬ ▬ ▬ ▬ ▬ ▬ ▬ ▬ ▬ ▬ ▬ ▬ ▬ ▬ ▬ ▬ ▬ ▬ ▬ ▬ ▬ ▬ ▬ ▬ ▬ ▬ ▬ ▬ ▬ ▬ ▬ ▬ ▬ ▬ ▬ ▬ ▬ ▬ ▬ ▬ ▬ ▬ ▬ ▬ ▬ ▬ ▬ ▬ ▬ ▬ ▬ ▬ ▬ ▬ ▬ ▬ ▬ ▬ ▬ ▬ ▬ ▬ ▬ ▬ ▬ ▬ ▬ ▬ ▬ ▬ ▬ ▬ ▬ ▬ ▬ ▬ ▬ ▬ ▬ ▬ ▬ ▬ ▬ ▬ ▬ ▬ ▬ ▬ ▬ ▬ ▬ ▬ ▬ ▬ ▬ ▬ ▬ ▬ ▬ ▬ ▬ ▬ ▬ ▬ ▬ ▬ ▬ ▬ ▬ ▬ ▬ ▬ ▬ ▬ ▬ ▬ ▬ ▬ ▬ ▬ ▬ ▬ ▬ ▬ ▬ ▬ ▬ ▬ ▬ ▬ ▬ ▬ ▬ ▬ ▬ ▬ ▬ ▬ ▬ ▬ ▬ ▬ ▬ ▬ ▬ ▬ ▬ ▬ ▬ ▬ ▬ ▬ ▬ ▬ ▬ ▬ ▬ ▬ ▬ ▬ ▬ ▬ ▬ ▬ ▬ ▬ ▬ ▬ ▬ ▬ ▬ ▬ ▬ ▬ ▬ ▬ ▬ ▬ ▬ ▬ ▬ ▬ ▬ ▬ ▬ ▬ ▬ ▬ ▬ ▬ ▬ ▬ ▬ ▬ ▬ ▬ ▬ ▬ ▬ ▬ ▬ ▬ ▬ ▬ ▬ ▬ ▬ ▬ ▬ ▬ ▬ ▬ ▬ ▬ ▬ ▬ ▬ ▬ ▬ ▬ ▬ ▬ ▬ ▬ ▬ ▬ ▬ ▬ ▬ ▬ ▬ ▬ ▬ ▬ ▬ ▬ ▬ ▬ ▬ ▬ ▬ ▬ ▬ ▬ ▬ ▬ ▬ ▬ ▬ ▬ ▬ ▬ ▬ ▬ ▬ ▬ ▬ ▬ ▬ ▬ ▬ ▬ ▬ ▬ ▬ ▬ ▬ ▬ ▬ ▬ ▬ ▬ ▬ ▬ ▬ ▬ ▬ ▬ ▬ ▬ ▬ ▬ ▬ ▬ ▬ ▬ ▬ ▬ ▬ ▬ ▬ ▬ ▬ ▬ ▬ ▬ ▬ ▬ ▬ ▬ ▬ ▬ ▬ ▬ ▬ ▬ ▬ ▬ ▬ ▬ ▬ ▬ ▬ ▬ ▬ ▬ ▬ ▬ ▬ ▬ ▬ ▬ ▬ ▬ ▬ ▬ ▬ ▬ ▬ ▬ ▬ ▬ ▬ ▬ ▬ ▬ ▬ ▬ ▬ ▬ ▬ ▬ ▬ ▬ ▬ ▬ ▬ ▬ ▬ ▬ ▬ ▬ ▬ ▬ ▬ ▬ ▬ ▬ ▬ ▬ ▬ ▬ ▬ ▬ ▬ ▬ ▬ ▬ ▬ ▬ ▬ ▬ ▬ ▬ ▬ ▬ ▬ ▬ ▬ ▬ ▬ ▬ ▬ ▬ ▬ ▬ ▬ ▬ ▬ ▬ ▬ ▬ ▬ ▬ ▬ ▬ ▬ ▬ ▬ ▬ ▬ ▬ ▬ ▬ ▬ ▬ ▬ ▬ ▬ ▬ ▬ ▬ ▬ ▬ ▬ ▬ ▬ ▬ ▬ ▬ ▬ ▬ ▬ ▬ ▬ ▬ ▬ ▬ ▬ ▬ ▬ ▬ ▬ ▬ ▬ ▬ ▬ ▬ ▬ ▬ ▬ ▬ ▬ ▬ ▬ ▬ ▬ ▬ ▬ ▬ ▬ ▬ ▬ ▬ ▬ ▬ ▬ ▬ ▬ ▬ ▬ ▬ ▬ ▬ ▬ ▬ ▬ ▬ ▬ ▬ ▬ ▬ ▬ ▬ ▬ ▬ ▬ ▬ ▬ ▬ ▬ ▬ ▬ ▬ ▬ ▬ ▬ ▬ ▬ ▬ ▬ ▬ ▬ ▬ ▬ ▬ ▬ ▬ ▬ ▬ ▬ ▬ ▬ ▬ ▬ ▬ ▬ ▬ ▬ ▬ ▬ ▬ ▬ ▬ ▬ ▬ ▬ ▬ ▬ ▬ ▬ ▬ ▬ ▬ ▬ ▬ ▬ ▬ ▬ ▬ ▬ ▬ ▬ ▬ ▬ ▬ ▬ ▬ ▬ ▬ ▬ ▬ ▬ ▬ ▬ ▬ ▬ ▬ ▬ ▬ ▬ ▬ ▬ ▬ ▬ ▬ ▬ ▬ ▬ ▬ ▬ ▬ ▬ ▬ ▬ ▬ ▬ ▬ ▬ ▬ ▬ ▬ ▬ ▬ ▬ ▬ ▬ ▬ ▬ ▬ ▬ ▬ ▬ ▬ ▬ ▬ ▬ ▬ ▬ ▬ ▬ ▬ ▬ ▬ ▬ ▬ ▬ ▬ ▬ ▬ ▬ ▬ ▬ ▬ ▬ ▬ ▬ ▬ ▬ ▬ ▬ ▬ ▬ ▬ ▬ ▬ ▬ ▬ ▬ ▬ ▬ ▬ ▬ ▬ ▬ ▬ ▬ ▬ ▬ ▬ ▬ ▬ ▬ ▬ ▬ ▬ ▬ ▬ ▬ ▬ ▬ ▬ ▬ ▬ ▬ ▬ ▬ ▬ ▬ ▬ ▬ ▬ ▬ ▬ ▬ ▬ ▬ ▬ ▬ ▬ ▬ ▬ ▬ ▬ ▬ ▬ ▬ ▬ ▬ ▬ ▬ ▬ ▬ ▬ ▬ ▬ ▬ ▬ ▬ ▬ ▬ ▬ ▬ ▬ ▬ ▬ ▬ ▬ ▬ ▬ ▬ ▬ ▬ ▬ ▬ ▬ ▬ ▬ ▬ ▬ ▬ ▬ ▬ ▬ ▬ ▬ ▬ ▬ ▬ ▬ ▬ ▬ ▬ ▬ ▬ ▬ ▬ ▬ ▬ ▬ ▬ ▬ ▬ ▬ ▬ ▬ ▬ ▬ ▬ ▬ ▬ ▬ ▬ ▬ ▬ ▬ ▬ ▬ ▬ ▬ ▬ ▬ ▬ ▬ ▬ ▬ ▬ ▬ ▬ ▬ ▬ ▬ ▬ ▬ ▬ ▬ ▬ ▬ ▬ ▬ ▬ ▬ ▬ ▬ ▬ ▬ ▬ ▬ ▬ ▬ ▬ ▬ ▬ ▬ ▬ ▬ ▬ ▬ ▬ ▬ ▬ ▬ ▬ ▬ ▬ ▬ ▬ ▬ ▬ ▬ ▬ ▬ ▬ ▬ ▬ ▬ ▬ ▬ ▬ ▬ ▬ ▬ ▬ ▬ ▬ ▬ ▬ ▬ ▬ ▬ ▬ ▬ ▬ ▬ ▬ ▬ ▬ ▬ ▬ ▬ ▬ ▬ ▬ ▬ ▬ ▬ ▬ ▬ ▬ ▬ ▬ ▬ ▬ ▬ ▬ ▬ ▬ ▬ ▬ ▬ ▬ ▬ ▬ ▬ ▬ ▬ ▬ ▬ ▬ ▬ ▬ ▬ ▬ ▬ ▬ ▬ ▬ ▬ ▬ ▬ ▬ ▬ ▬ ▬ ▬ ▬ ▬ ▬ ▬ ▬ ▬ ▬ ▬ ▬ ▬ ▬ ▬ ▬ ▬ ▬ ▬ ▬ ▬ ▬ ▬ ▬ ▬ ▬ ▬ ▬ ▬ ▬ ▬ ▬ ▬ ▬ ▬ ▬ ▬ ▬ ▬ ▬ ▬ ▬ ▬ ▬ ▬ ▬ ▬ ▬ ▬ ▬ ▬ ▬ ▬ ▬ ▬ ▬ ▬ ▬ ▬ ▬ ▬ ▬ ▬ ▬ ▬ ▬ ▬ ▬ ▬ ▬ ▬ ▬ ▬ ▬ ▬ ▬ ▬ ▬ ▬ ▬ ▬ ▬ ▬ ▬ ▬ ▬ ▬ ▬ ▬ ▬ ▬ ▬ ▬ ▬ ▬ ▬ ▬ ▬ ▬ ▬ ▬ ▬ ▬ ▬ ▬ ▬ ▬ ▬ ▬ ▬ ▬ ▬ ▬ ▬ ▬ ▬ ▬ ▬ ▬ ▬ ▬ ▬ ▬ ▬ ▬ ▬ ▬ ▬ ▬ ▬ ▬ ▬ ▬ ▬ ▬ ▬ ▬ ▬ ▬ ▬ ▬ ▬ ▬ ▬ ▬ ▬ ▬ ▬ ▬ ▬ ▬ ▬ ▬ ▬ ▬ ▬ ▬ ▬ ▬ ▬ ▬ ▬ ▬ ▬ ▬ ▬ ▬ ▬ ▬ ▬ ▬ ▬ ▬ ▬ ▬ ▬ ▬ ▬ ▬ ▬ ▬ ▬ ▬ ▬ ▬ ▬ ▬ ▬ ▬ ▬ ▬ ▬ ▬ ▬ ▬ ▬ ▬ ▬ ▬ ▬ ▬ ▬ ▬ ▬ ▬ ▬ ▬ ▬ ▬ ▬ ▬ ▬ ▬ ▬ ▬ ▬ ▬ ▬ ▬ ▬ ▬ ▬ ▬ ▬ ▬ ▬ ▬ ▬ ▬ ▬ ▬ ▬ ▬ ▬ ▬ ▬ ▬ ▬ ▬ ▬ ▬ ▬ ▬ ▬ ▬ ▬ ▬ ▬ ▬ ▬ ▬ ▬ ▬ ▬ ▬ ▬ ▬ ▬ ▬ ▬ ▬ ▬ ▬ ▬ ▬ ▬ ▬ ▬ ▬ ▬ ▬ ▬ ▬ ▬ ▬ ▬ ▬ ▬ ▬ ▬ ▬ ▬ ▬ ▬ ▬ ▬ ▬ ▬ ▬ ▬ ▬ ▬ ▬ ▬ ▬ ▬ ▬ ▬ ▬ ▬ ▬ ▬ ▬ ▬ ▬ ▬ ▬ ▬ ▬ ▬ ▬ ▬ ▬ ▬ ▬ ▬ ▬ ▬ ▬ ▬ ▬ ▬ ▬ ▬ ▬ ▬ ▬ ▬ ▬ ▬ ▬ ▬ ▬ ▬ ▬ ▬ ▬ ▬ ▬ ▬ ▬ ▬ ▬ ▬ ▬ ▬ ▬ ▬ ▬ ▬ ▬ ▬ ▬ ▬ ▬ ▬ ▬ ▬ ▬ ▬ ▬ ▬ ▬ ▬ ▬ ▬ ▬ ▬ ▬ ▬ ▬ ▬ ▬ ▬ ▬ ▬ ▬ ▬ ▬ ▬ ▬ ▬ ▬ ▬ ▬ ▬ ▬ ▬ ▬ ▬ ▬ ▬ ▬ ▬ ▬ ▬ ▬ ▬ ▬ ▬ ▬ ▬ ▬ ▬ ▬ ▬ ▬ ▬ ▬ ▬ ▬ ▬ ▬ ▬ ▬ ▬ ▬ ▬ ▬ ▬ ▬ ▬ ▬ ▬ ▬ ▬ ▬ ▬ ▬ ▬ ▬ ▬ ▬ ▬ ▬ ▬ ▬ ▬ ▬ ▬ ▬ ▬ ▬ ▬ ▬ ▬ ▬ ▬ ▬ ▬ ▬ ▬ ▬ ▬ ▬ ▬ ▬ ▬ ▬ ▬ ▬ ▬ ▬ ▬ ▬ ▬ ▬ ▬ ▬ ▬ ▬ ▬ ▬ ▬ ▬ ▬ ▬ ▬ ▬ ▬ ▬ ▬ ▬ ▬ ▬ ▬ ▬ ▬ ▬ ▬ ▬ ▬ ▬ ▬ ▬ ▬ ▬ ▬ ▬ ▬ ▬ ▬ ▬ ▬ ▬ ▬ ▬ ▬ ▬ ▬ ▬ ▬ ▬ ▬ ▬ ▬ ▬ ▬ ▬ ▬ ▬ ▬ ▬ ▬ ▬ ▬ ▬ ▬ ▬ ▬ ▬ ▬ ▬ ▬ ▬ ▬ ▬ ▬ ▬ ▬ ▬ ▬ ▬ ▬ ▬ ▬ ▬ ▬ ▬ ▬ ▬ ▬ ▬ ▬ ▬ ▬ ▬ ▬ ▬ ▬ ▬ ▬ ▬ ▬ ▬ ▬ ▬ ▬ ▬ ▬ ▬ ▬ ▬ ▬ ▬ ▬ ▬ ▬ ▬ ▬ ▬ ▬ ▬ ▬ ▬ ▬ ▬ ▬ ▬ ▬ ▬ ▬ ▬ ▬ ▬ ▬ ▬ ▬ ▬ ▬ ▬ ▬ ▬ ▬ ▬ ▬ ▬ ▬ ▬ ▬ ▬ ▬ ▬ ▬ ▬ ▬ ▬ ▬ ▬ ▬ ▬ ▬ ▬ ▬ ▬ ▬ ▬ ▬ ▬ ▬ ▬ ▬ ▬ ▬ ▬ ▬ ▬ ▬ ▬ ▬ ▬ ▬ ▬ ▬ ▬ ▬ ▬ ▬ ▬ ▬ ▬ ▬ ▬ ▬ ▬ ▬ ▬ ▬ ▬ ▬ ▬ ▬ ▬ ▬ ▬ ▬ ▬ ▬ ▬ ▬ ▬ ▬ ▬ ▬ ▬ ▬ ▬ ▬ ▬ ▬ ▬ ▬ ▬ ▬ ▬ ▬ ▬ ▬ ▬ ▬ ▬ ▬ ▬ ▬ ▬ ▬ ▬ ▬ ▬ ▬ ▬ ▬ ▬ ▬ ▬ ▬ ▬ ▬ ▬ ▬ ▬ ▬ ▬ ▬ ▬ ▬ ▬ ▬ ▬ ▬ ▬ ▬ ▬ ▬ ▬ ▬ ▬ ▬ ▬ ▬ ▬ ▬ ▬ ▬ ▬ ▬ ▬ ▬ ▬ ▬ ▬ ▬ ▬ ▬ ▬ ▬ ▬ ▬ ▬ ▬ ▬ ▬ ▬ ▬ ▬ ▬ ▬ ▬ ▬ ▬ ▬ ▬ ▬ ▬ ▬ ▬ ▬ ▬ ▬ ▬ ▬ ▬ ▬ ▬ ▬ ▬ ▬ ▬ ▬ ▬ ▬ ▬ ▬ ▬ ▬ ▬ ▬ ▬ ▬ ▬ ▬ ▬ ▬ ▬ ▬ ▬ ▬ ▬ ▬ ▬ ▬ ▬ ▬ ▬ ▬ ▬ ▬ ▬ ▬ ▬ ▬ ▬ ▬ ▬ ▬ ▬ ▬ ▬ ▬ ▬ ▬ ▬ ▬ ▬ ▬ ▬ ▬ ▬ ▬ ▬ ▬ ▬ ▬ ▬ ▬ ▬ ▬ ▬ ▬ ▬ ▬ ▬ ▬ ▬ ▬ ▬ ▬ ▬ ▬ ▬ ▬ ▬ ▬ ▬ ▬ ▬ ▬ ▬ ▬ ▬ ▬ ▬ ▬ ▬ ▬ ▬ ▬ ▬ ▬ ▬ ▬ ▬ ▬ ▬ ▬ ▬ ▬ ▬ ▬ ▬ ▬ ▬ ▬ ▬ ▬ ▬ ▬ ▬ ▬ ▬ ▬ ▬ ▬ ▬ ▬ ▬ ▬ ▬ ▬ ▬ ▬ ▬ ▬ ▬ ▬ ▬ ▬ ▬ ▬ ▬ ▬ ▬ ▬ ▬ ▬ ▬ ▬ ▬ ▬ ▬ ▬ ▬ ▬ ▬ ▬ ▬ ▬ ▬ ▬ ▬ ▬ ▬ ▬ ▬ ▬ ▬ ▬ ▬ ▬ ▬ ▬ ▬ ▬ ▬ ▬ ▬ ▬ ▬ ▬ ▬ ▬ ▬ ▬ ▬ ▬ ▬ ▬ ▬ ▬ ▬ ▬ ▬ ▬ ▬ ▬ ▬ ▬ ▬ ▬ ▬ ▬ ▬ ▬ ▬ ▬ ▬ ▬ ▬ ▬ ▬ ▬ ▬ ▬ ▬ ▬ ▬ ▬ ▬ ▬ ▬ ▬ ▬ ▬ ▬ ▬ ▬ ▬ ▬ ▬ ▬ ▬ ▬ ▬ ▬ ▬ ▬ ▬ ▬ ▬ ▬ ▬ ▬ ▬ ▬ ▬ ▬ ▬ ▬ ▬ ▬ ▬ ▬ ▬ ▬ ▬ ▬ ▬ ▬ ▬ ▬ ▬ ▬ ▬ ▬ ▬ ▬ ▬ ▬ ▬ ▬ ▬ ▬ ▬ ▬ ▬ ▬ ▬ ▬ ▬ ▬ ▬ ▬ ▬ ▬ ▬ ▬ ▬ ▬ ▬ ▬ ▬ ▬ ▬ ▬ ▬ ▬ ▬ ▬ ▬ ▬ ▬ ▬ ▬ ▬ ▬ ▬ ▬ ▬ ▬ ▬ ▬ ▬ ▬ ▬ ▬ ▬ ▬ ▬ ▬ ▬ ▬ ▬ ▬ ▬ ▬ ▬ ▬ ▬ ▬ ▬ ▬ ▬ ▬ ▬ ▬ ▬ ▬ ▬ ▬ ▬ ▬ ▬ ▬ ▬ ▬ ▬ ▬ ▬ ▬ ▬ ▬ ▬ ▬ ▬ ▬ ▬ ▬ ▬ ▬ ▬ ▬ ▬ ▬ ▬ ▬ ▬ ▬ bbox=[90, 1190, 347, 1342]
calendrier-cell: 2ème semestre 2020 bbox=[352, 44, 454, 144]
table-header-row bbox=[12, 763, 454, 778]
descriptif-cell bbox=[88, 787, 352, 908]
descriptif-placeholder-text: ▬ ▬ ▬ ▬ ▬ ▬ ▬ ▬ ▬ ▬ ▬ ▬ ▬ ▬ ▬ ▬ ▬ ▬ ▬ ▬ ▬ ▬ ▬ ▬ ▬ ▬ ▬ ▬ ▬ ▬ ▬ ▬ ▬ ▬ ▬ ▬ ▬ ▬ ▬ ▬ ▬ ▬ ▬ ▬ ▬ ▬ ▬ ▬ ▬ ▬ ▬ ▬ ▬ ▬ ▬ ▬ ▬ ▬ ▬ ▬ ▬ ▬ ▬ ▬ ▬ ▬ ▬ ▬ ▬ ▬ ▬ ▬ ▬ ▬ ▬ ▬ ▬ ▬ ▬ ▬ ▬ ▬ ▬ ▬ ▬ ▬ ▬ ▬ ▬ ▬ ▬ ▬ ▬ ▬ ▬ ▬ ▬ ▬ ▬ ▬ ▬ ▬ ▬ ▬ ▬ ▬ ▬ ▬ ▬ ▬ ▬ ▬ ▬ ▬ ▬ ▬ ▬ ▬ ▬ ▬ ▬ ▬ ▬ ▬ ▬ ▬ ▬ ▬ ▬ ▬ ▬ ▬ ▬ ▬ ▬ ▬ ▬ ▬ ▬ ▬ ▬ ▬ ▬ ▬ ▬ ▬ ▬ ▬ ▬ ▬ ▬ ▬ ▬ ▬ ▬ ▬ ▬ ▬ ▬ ▬ ▬ ▬ ▬ ▬ ▬ ▬ ▬ ▬ ▬ ▬ ▬ ▬ ▬ ▬ ▬ ▬ ▬ ▬ ▬ ▬ ▬ ▬ ▬ ▬ ▬ ▬ ▬ ▬ ▬ ▬ ▬ ▬ ▬ ▬ ▬ ▬ ▬ ▬ ▬ ▬ ▬ ▬ ▬ ▬ ▬ ▬ ▬ ▬ ▬ ▬ ▬ ▬ ▬ ▬ ▬ ▬ ▬ ▬ ▬ ▬ ▬ ▬ ▬ ▬ ▬ ▬ ▬ ▬ ▬ ▬ ▬ ▬ ▬ ▬ ▬ ▬ ▬ ▬ ▬ ▬ ▬ ▬ ▬ ▬ ▬ ▬ ▬ ▬ ▬ ▬ ▬ ▬ ▬ ▬ ▬ ▬ ▬ ▬ ▬ ▬ ▬ ▬ ▬ ▬ ▬ ▬ ▬ ▬ ▬ ▬ ▬ ▬ ▬ ▬ ▬ ▬ ▬ ▬ ▬ ▬ ▬ ▬ ▬ ▬ ▬ ▬ ▬ ▬ ▬ ▬ ▬ ▬ ▬ ▬ ▬ ▬ ▬ ▬ ▬ ▬ ▬ ▬ ▬ ▬ ▬ ▬ ▬ ▬ ▬ ▬ ▬ ▬ ▬ ▬ ▬ ▬ ▬ ▬ ▬ ▬ ▬ ▬ ▬ ▬ ▬ ▬ ▬ ▬ ▬ ▬ ▬ ▬ ▬ ▬ ▬ ▬ ▬ ▬ ▬ ▬ ▬ ▬ ▬ ▬ ▬ ▬ ▬ ▬ ▬ ▬ ▬ ▬ ▬ ▬ ▬ ▬ ▬ ▬ ▬ ▬ ▬ ▬ ▬ ▬ ▬ ▬ ▬ ▬ ▬ ▬ ▬ ▬ ▬ ▬ ▬ ▬ ▬ ▬ ▬ ▬ ▬ ▬ ▬ ▬ ▬ ▬ ▬ ▬ ▬ ▬ ▬ ▬ ▬ ▬ ▬ ▬ ▬ ▬ ▬ ▬ ▬ ▬ ▬ ▬ ▬ ▬ ▬ ▬ ▬ ▬ ▬ ▬ ▬ ▬ ▬ ▬ ▬ ▬ ▬ ▬ ▬ ▬ ▬ ▬ ▬ ▬ ▬ ▬ ▬ ▬ ▬ ▬ ▬ ▬ ▬ ▬ ▬ ▬ ▬ ▬ ▬ ▬ ▬ ▬ ▬ ▬ ▬ ▬ ▬ ▬ ▬ ▬ ▬ ▬ ▬ ▬ ▬ ▬ ▬ ▬ ▬ ▬ ▬ ▬ ▬ ▬ ▬ ▬ ▬ ▬ ▬ ▬ ▬ ▬ ▬ ▬ ▬ ▬ ▬ ▬ ▬ ▬ ▬ ▬ ▬ ▬ ▬ ▬ ▬ ▬ ▬ ▬ ▬ ▬ ▬ ▬ ▬ ▬ ▬ ▬ ▬ ▬ ▬ ▬ ▬ ▬ ▬ ▬ ▬ ▬ ▬ ▬ ▬ ▬ ▬ ▬ ▬ ▬ ▬ ▬ ▬ ▬ ▬ ▬ ▬ ▬ ▬ ▬ ▬ ▬ ▬ ▬ ▬ ▬ ▬ ▬ ▬ ▬ ▬ ▬ ▬ ▬ ▬ ▬ ▬ ▬ ▬ ▬ ▬ ▬ ▬ ▬ ▬ ▬ ▬ ▬ ▬ ▬ ▬ ▬ ▬ ▬ ▬ ▬ ▬ ▬ ▬ ▬ ▬ ▬ ▬ ▬ ▬ ▬ ▬ ▬ ▬ ▬ ▬ ▬ ▬ ▬ ▬ ▬ ▬ ▬ ▬ ▬ ▬ ▬ ▬ ▬ ▬ ▬ ▬ ▬ ▬ ▬ ▬ ▬ ▬ ▬ ▬ ▬ ▬ ▬ ▬ ▬ ▬ ▬ ▬ ▬ ▬ ▬ ▬ ▬ ▬ ▬ ▬ ▬ ▬ ▬ ▬ ▬ ▬ ▬ ▬ ▬ ▬ ▬ ▬ ▬ ▬ ▬ ▬ ▬ ▬ ▬ ▬ ▬ ▬ ▬ ▬ ▬ ▬ ▬ ▬ ▬ ▬ ▬ ▬ ▬ ▬ ▬ ▬ ▬ ▬ ▬ ▬ ▬ ▬ ▬ ▬ ▬ ▬ ▬ ▬ ▬ ▬ ▬ ▬ ▬ ▬ ▬ ▬ ▬ ▬ ▬ ▬ ▬ ▬ ▬ ▬ ▬ ▬ ▬ ▬ ▬ ▬ ▬ ▬ ▬ ▬ ▬ ▬ ▬ ▬ ▬ ▬ ▬ ▬ ▬ ▬ ▬ ▬ ▬ ▬ ▬ ▬ ▬ ▬ ▬ ▬ ▬ ▬ ▬ ▬ ▬ ▬ ▬ ▬ ▬ ▬ ▬ ▬ ▬ ▬ ▬ ▬ ▬ ▬ ▬ ▬ ▬ ▬ ▬ ▬ ▬ ▬ ▬ ▬ ▬ ▬ ▬ ▬ ▬ ▬ ▬ ▬ ▬ ▬ ▬ ▬ ▬ ▬ ▬ ▬ ▬ ▬ ▬ ▬ ▬ ▬ ▬ ▬ ▬ ▬ ▬ ▬ ▬ ▬ ▬ ▬ ▬ ▬ ▬ ▬ ▬ ▬ ▬ ▬ ▬ ▬ ▬ ▬ ▬ ▬ ▬ ▬ ▬ ▬ ▬ ▬ ▬ ▬ ▬ ▬ ▬ ▬ ▬ ▬ ▬ ▬ ▬ ▬ ▬ ▬ ▬ ▬ ▬ ▬ ▬ ▬ ▬ ▬ ▬ ▬ ▬ ▬ ▬ ▬ ▬ ▬ ▬ ▬ ▬ ▬ ▬ ▬ ▬ ▬ ▬ ▬ ▬ ▬ ▬ ▬ ▬ ▬ ▬ ▬ ▬ ▬ ▬ ▬ ▬ ▬ ▬ ▬ ▬ ▬ ▬ ▬ ▬ ▬ ▬ ▬ ▬ ▬ ▬ ▬ ▬ ▬ ▬ ▬ ▬ ▬ ▬ ▬ ▬ ▬ ▬ ▬ ▬ ▬ ▬ ▬ ▬ ▬ ▬ ▬ ▬ ▬ ▬ ▬ ▬ ▬ ▬ ▬ ▬ ▬ ▬ ▬ ▬ ▬ ▬ ▬ ▬ ▬ ▬ ▬ ▬ ▬ ▬ ▬ ▬ ▬ ▬ ▬ ▬ ▬ ▬ ▬ ▬ ▬ ▬ ▬ ▬ ▬ ▬ ▬ ▬ ▬ ▬ ▬ ▬ ▬ ▬ ▬ ▬ ▬ ▬ ▬ ▬ ▬ ▬ ▬ ▬ ▬ ▬ ▬ ▬ ▬ ▬ ▬ ▬ ▬ ▬ ▬ ▬ ▬ ▬ ▬ ▬ ▬ ▬ ▬ ▬ ▬ ▬ ▬ ▬ ▬ ▬ ▬ ▬ ▬ ▬ ▬ ▬ ▬ ▬ ▬ ▬ ▬ ▬ ▬ ▬ ▬ ▬ ▬ ▬ ▬ ▬ ▬ ▬ ▬ ▬ ▬ ▬ ▬ ▬ ▬ ▬ ▬ ▬ ▬ ▬ ▬ ▬ ▬ ▬ ▬ ▬ ▬ ▬ ▬ ▬ ▬ ▬ ▬ ▬ ▬ ▬ ▬ ▬ ▬ ▬ ▬ ▬ ▬ ▬ ▬ ▬ ▬ ▬ ▬ ▬ ▬ ▬ ▬ ▬ ▬ ▬ ▬ ▬ ▬ ▬ ▬ ▬ ▬ ▬ ▬ ▬ ▬ ▬ ▬ ▬ ▬ ▬ ▬ ▬ ▬ ▬ ▬ ▬ ▬ ▬ ▬ ▬ ▬ ▬ ▬ ▬ ▬ ▬ ▬ ▬ ▬ ▬ ▬ ▬ ▬ ▬ ▬ ▬ ▬ ▬ ▬ ▬ ▬ ▬ ▬ ▬ ▬ ▬ ▬ ▬ ▬ ▬ ▬ ▬ ▬ ▬ ▬ ▬ ▬ ▬ ▬ ▬ ▬ ▬ ▬ ▬ ▬ ▬ ▬ ▬ ▬ ▬ ▬ ▬ ▬ ▬ ▬ ▬ ▬ ▬ ▬ ▬ ▬ ▬ ▬ ▬ ▬ ▬ ▬ ▬ ▬ ▬ ▬ ▬ ▬ ▬ ▬ ▬ ▬ ▬ ▬ ▬ ▬ ▬ ▬ ▬ ▬ ▬ ▬ ▬ ▬ ▬ ▬ ▬ ▬ ▬ ▬ ▬ ▬ ▬ ▬ ▬ ▬ ▬ ▬ ▬ ▬ ▬ ▬ ▬ ▬ ▬ ▬ ▬ ▬ ▬ ▬ ▬ ▬ ▬ ▬ ▬ ▬ ▬ ▬ ▬ ▬ ▬ ▬ ▬ ▬ ▬ ▬ ▬ ▬ ▬ ▬ ▬ ▬ ▬ ▬ ▬ ▬ ▬ ▬ ▬ ▬ ▬ ▬ ▬ ▬ ▬ ▬ ▬ ▬ ▬ ▬ ▬ ▬ ▬ ▬ ▬ ▬ ▬ ▬ ▬ ▬ ▬ ▬ ▬ ▬ ▬ ▬ ▬ ▬ ▬ ▬ ▬ ▬ ▬ ▬ ▬ ▬ ▬ ▬ ▬ ▬ ▬ ▬ ▬ ▬ ▬ ▬ ▬ ▬ ▬ ▬ ▬ ▬ ▬ ▬ ▬ ▬ ▬ ▬ ▬ ▬ ▬ ▬ ▬ ▬ ▬ ▬ ▬ ▬ ▬ ▬ ▬ ▬ ▬ ▬ ▬ ▬ ▬ ▬ ▬ ▬ ▬ ▬ ▬ ▬ ▬ ▬ ▬ ▬ ▬ ▬ ▬ ▬ ▬ ▬ ▬ ▬ ▬ ▬ ▬ ▬ ▬ ▬ ▬ ▬ ▬ ▬ ▬ ▬ ▬ ▬ ▬ ▬ ▬ ▬ ▬ ▬ ▬ ▬ ▬ ▬ ▬ ▬ ▬ ▬ ▬ ▬ ▬ ▬ ▬ ▬ ▬ ▬ ▬ ▬ ▬ ▬ ▬ ▬ ▬ ▬ ▬ ▬ ▬ ▬ ▬ ▬ ▬ ▬ ▬ ▬ ▬ ▬ ▬ ▬ ▬ ▬ ▬ ▬ ▬ ▬ ▬ ▬ ▬ ▬ ▬ ▬ ▬ ▬ ▬ ▬ ▬ ▬ ▬ ▬ ▬ ▬ ▬ ▬ ▬ ▬ ▬ ▬ ▬ ▬ ▬ ▬ ▬ ▬ ▬ ▬ ▬ ▬ ▬ ▬ ▬ ▬ ▬ ▬ ▬ ▬ ▬ ▬ ▬ ▬ ▬ ▬ ▬ ▬ ▬ ▬ ▬ ▬ ▬ ▬ ▬ ▬ ▬ ▬ ▬ ▬ ▬ ▬ ▬ ▬ ▬ ▬ ▬ ▬ ▬ ▬ ▬ ▬ ▬ ▬ ▬ ▬ ▬ ▬ ▬ ▬ ▬ ▬ ▬ ▬ ▬ ▬ ▬ ▬ ▬ ▬ ▬ ▬ ▬ ▬ ▬ ▬ ▬ ▬ ▬ ▬ ▬ ▬ ▬ ▬ ▬ ▬ ▬ ▬ ▬ ▬ ▬ ▬ ▬ ▬ ▬ ▬ ▬ ▬ ▬ ▬ ▬ ▬ ▬ ▬ ▬ ▬ ▬ ▬ ▬ ▬ ▬ ▬ ▬ ▬ ▬ ▬ ▬ ▬ ▬ ▬ ▬ ▬ ▬ ▬ ▬ ▬ ▬ ▬ ▬ ▬ ▬ ▬ ▬ ▬ ▬ ▬ ▬ ▬ ▬ ▬ ▬ ▬ ▬ ▬ ▬ ▬ ▬ ▬ ▬ ▬ ▬ ▬ ▬ ▬ ▬ ▬ ▬ ▬ ▬ ▬ ▬ ▬ ▬ ▬ ▬ ▬ ▬ ▬ ▬ ▬ ▬ ▬ ▬ ▬ ▬ ▬ ▬ ▬ ▬ ▬ ▬ ▬ ▬ ▬ ▬ ▬ ▬ ▬ ▬ ▬ ▬ ▬ ▬ ▬ ▬ ▬ ▬ ▬ ▬ ▬ ▬ ▬ ▬ ▬ ▬ ▬ ▬ ▬ ▬ ▬ ▬ ▬ ▬ ▬ ▬ ▬ ▬ ▬ ▬ ▬ ▬ ▬ ▬ ▬ ▬ ▬ ▬ ▬ ▬ ▬ ▬ ▬ ▬ ▬ ▬ ▬ ▬ ▬ ▬ ▬ ▬ ▬ ▬ ▬ ▬ ▬ ▬ ▬ ▬ ▬ ▬ ▬ ▬ ▬ ▬ ▬ ▬ ▬ ▬ ▬ ▬ ▬ ▬ ▬ ▬ ▬ ▬ ▬ ▬ ▬ ▬ ▬ ▬ ▬ ▬ ▬ ▬ ▬ ▬ ▬ ▬ ▬ ▬ ▬ ▬ ▬ ▬ ▬ ▬ ▬ ▬ ▬ ▬ ▬ ▬ ▬ ▬ ▬ ▬ ▬ ▬ ▬ ▬ ▬ ▬ ▬ ▬ ▬ ▬ ▬ ▬ ▬ ▬ ▬ ▬ ▬ ▬ ▬ ▬ ▬ ▬ ▬ ▬ ▬ ▬ ▬ ▬ ▬ ▬ ▬ ▬ ▬ ▬ ▬ ▬ ▬ ▬ ▬ ▬ ▬ ▬ ▬ ▬ ▬ ▬ ▬ ▬ ▬ ▬ ▬ ▬ ▬ ▬ ▬ ▬ ▬ ▬ ▬ ▬ ▬ ▬ ▬ ▬ ▬ ▬ ▬ ▬ ▬ ▬ ▬ ▬ ▬ ▬ ▬ ▬ ▬ ▬ ▬ ▬ ▬ ▬ ▬ ▬ ▬ ▬ ▬ ▬ ▬ ▬ ▬ ▬ ▬ ▬ ▬ ▬ ▬ ▬ ▬ ▬ ▬ ▬ ▬ ▬ ▬ ▬ ▬ ▬ ▬ ▬ ▬ ▬ ▬ ▬ ▬ ▬ ▬ ▬ ▬ ▬ ▬ ▬ ▬ ▬ ▬ ▬ ▬ ▬ ▬ ▬ ▬ ▬ ▬ ▬ ▬ ▬ ▬ ▬ ▬ ▬ ▬ ▬ ▬ ▬ ▬ ▬ ▬ ▬ ▬ ▬ ▬ ▬ ▬ ▬ ▬ ▬ ▬ ▬ ▬ ▬ ▬ ▬ ▬ ▬ ▬ ▬ ▬ ▬ ▬ ▬ ▬ ▬ ▬ ▬ ▬ ▬ ▬ ▬ ▬ ▬ ▬ ▬ ▬ ▬ ▬ ▬ ▬ ▬ ▬ ▬ ▬ ▬ ▬ ▬ ▬ ▬ ▬ ▬ ▬ ▬ ▬ ▬ ▬ ▬ ▬ ▬ ▬ ▬ ▬ ▬ ▬ ▬ ▬ ▬ ▬ ▬ ▬ ▬ ▬ ▬ ▬ ▬ ▬ ▬ ▬ ▬ ▬ ▬ ▬ ▬ ▬ ▬ ▬ ▬ ▬ ▬ ▬ ▬ ▬ ▬ ▬ ▬ ▬ ▬ ▬ ▬ ▬ ▬ ▬ ▬ ▬ ▬ ▬ ▬ ▬ ▬ ▬ ▬ ▬ ▬ ▬ ▬ ▬ ▬ ▬ ▬ ▬ ▬ ▬ ▬ ▬ ▬ ▬ ▬ ▬ ▬ ▬ ▬ ▬ ▬ ▬ ▬ ▬ ▬ ▬ ▬ ▬ ▬ ▬ ▬ ▬ ▬ ▬ ▬ ▬ ▬ ▬ ▬ ▬ ▬ ▬ ▬ ▬ ▬ ▬ ▬ ▬ ▬ ▬ ▬ ▬ ▬ ▬ ▬ ▬ ▬ ▬ ▬ ▬ ▬ ▬ ▬ ▬ ▬ ▬ ▬ ▬ ▬ ▬ ▬ ▬ ▬ ▬ ▬ ▬ ▬ ▬ ▬ ▬ ▬ ▬ ▬ ▬ ▬ ▬ ▬ ▬ ▬ ▬ ▬ ▬ ▬ ▬ ▬ ▬ ▬ ▬ ▬ ▬ ▬ ▬ ▬ ▬ ▬ ▬ ▬ ▬ ▬ ▬ ▬ ▬ ▬ ▬ ▬ ▬ ▬ ▬ ▬ ▬ ▬ ▬ ▬ ▬ ▬ ▬ ▬ ▬ ▬ ▬ ▬ ▬ ▬ ▬ ▬ ▬ ▬ ▬ ▬ ▬ ▬ ▬ ▬ ▬ ▬ ▬ ▬ ▬ ▬ ▬ ▬ ▬ ▬ ▬ ▬ ▬ ▬ ▬ ▬ ▬ ▬ ▬ ▬ ▬ ▬ ▬ ▬ ▬ ▬ ▬ ▬ ▬ ▬ ▬ ▬ ▬ ▬ ▬ ▬ ▬ ▬ ▬ ▬ ▬ ▬ ▬ ▬ ▬ ▬ ▬ ▬ ▬ ▬ ▬ ▬ ▬ ▬ ▬ ▬ ▬ ▬ ▬ ▬ ▬ ▬ ▬ ▬ ▬ ▬ ▬ ▬ ▬ ▬ ▬ ▬ ▬ ▬ ▬ ▬ ▬ ▬ ▬ ▬ ▬ ▬ ▬ ▬ ▬ ▬ ▬ ▬ ▬ ▬ ▬ ▬ ▬ ▬ ▬ ▬ ▬ ▬ ▬ ▬ ▬ ▬ ▬ ▬ ▬ ▬ ▬ ▬ ▬ ▬ ▬ ▬ ▬ ▬ ▬ ▬ ▬ ▬ ▬ ▬ ▬ ▬ ▬ ▬ ▬ ▬ ▬ ▬ ▬ ▬ ▬ ▬ ▬ ▬ ▬ ▬ ▬ ▬ ▬ ▬ ▬ ▬ ▬ ▬ ▬ ▬ ▬ ▬ ▬ ▬ ▬ ▬ ▬ ▬ ▬ ▬ ▬ ▬ ▬ ▬ ▬ ▬ ▬ ▬ ▬ ▬ ▬ ▬ ▬ ▬ ▬ ▬ ▬ ▬ ▬ ▬ ▬ ▬ ▬ ▬ ▬ ▬ ▬ ▬ ▬ ▬ ▬ ▬ ▬ ▬ ▬ ▬ ▬ ▬ ▬ ▬ ▬ ▬ ▬ ▬ ▬ ▬ ▬ ▬ ▬ ▬ ▬ ▬ ▬ ▬ ▬ ▬ ▬ ▬ ▬ ▬ ▬ ▬ ▬ ▬ ▬ ▬ ▬ ▬ ▬ ▬ ▬ ▬ ▬ ▬ ▬ ▬ ▬ ▬ ▬ ▬ ▬ ▬ ▬ ▬ ▬ ▬ ▬ ▬ ▬ ▬ ▬ ▬ ▬ ▬ ▬ ▬ ▬ ▬ ▬ ▬ ▬ ▬ ▬ ▬ ▬ ▬ ▬ ▬ ▬ ▬ ▬ ▬ ▬ ▬ ▬ ▬ ▬ ▬ ▬ ▬ ▬ ▬ ▬ ▬ ▬ ▬ ▬ ▬ ▬ ▬ ▬ ▬ ▬ ▬ ▬ ▬ ▬ ▬ ▬ ▬ ▬ ▬ ▬ ▬ ▬ ▬ ▬ ▬ ▬ ▬ ▬ ▬ ▬ ▬ ▬ ▬ ▬ ▬ ▬ ▬ ▬ ▬ ▬ ▬ ▬ ▬ ▬ ▬ ▬ ▬ ▬ ▬ ▬ ▬ ▬ ▬ ▬ ▬ ▬ ▬ ▬ ▬ ▬ ▬ ▬ ▬ ▬ ▬ ▬ ▬ ▬ ▬ ▬ ▬ ▬ ▬ ▬ ▬ ▬ ▬ ▬ ▬ ▬ ▬ ▬ ▬ ▬ ▬ ▬ ▬ ▬ ▬ ▬ ▬ ▬ ▬ ▬ ▬ ▬ ▬ ▬ ▬ ▬ ▬ ▬ ▬ ▬ ▬ ▬ ▬ ▬ ▬ ▬ ▬ ▬ ▬ ▬ ▬ ▬ ▬ ▬ ▬ ▬ ▬ ▬ ▬ ▬ ▬ ▬ ▬ ▬ ▬ ▬ ▬ ▬ ▬ ▬ ▬ ▬ ▬ ▬ ▬ ▬ ▬ ▬ ▬ ▬ ▬ ▬ ▬ ▬ ▬ ▬ ▬ ▬ ▬ ▬ ▬ ▬ ▬ ▬ ▬ ▬ ▬ ▬ ▬ ▬ ▬ ▬ ▬ ▬ ▬ ▬ ▬ ▬ ▬ ▬ ▬ ▬ ▬ ▬ ▬ ▬ ▬ ▬ ▬ ▬ ▬ ▬ ▬ ▬ ▬ ▬ ▬ ▬ ▬ ▬ ▬ ▬ ▬ ▬ ▬ ▬ ▬ ▬ ▬ ▬ ▬ ▬ ▬ ▬ ▬ ▬ ▬ ▬ ▬ ▬ ▬ ▬ ▬ ▬ ▬ ▬ ▬ ▬ ▬ ▬ ▬ ▬ ▬ ▬ ▬ ▬ ▬ ▬ ▬ ▬ ▬ ▬ ▬ ▬ ▬ ▬ ▬ ▬ ▬ ▬ ▬ ▬ ▬ ▬ ▬ ▬ ▬ ▬ ▬ ▬ ▬ ▬ ▬ ▬ ▬ ▬ ▬ ▬ ▬ ▬ ▬ ▬ ▬ ▬ ▬ ▬ ▬ ▬ ▬ ▬ ▬ ▬ ▬ ▬ ▬ ▬ ▬ ▬ ▬ ▬ ▬ ▬ ▬ ▬ ▬ ▬ ▬ ▬ ▬ ▬ ▬ ▬ ▬ ▬ ▬ ▬ ▬ ▬ ▬ ▬ ▬ ▬ ▬ ▬ ▬ ▬ ▬ ▬ ▬ ▬ ▬ ▬ ▬ ▬ ▬ ▬ ▬ ▬ ▬ ▬ ▬ ▬ ▬ ▬ ▬ ▬ ▬ ▬ ▬ ▬ ▬ ▬ ▬ ▬ ▬ ▬ ▬ ▬ ▬ ▬ ▬ ▬ ▬ ▬ ▬ ▬ ▬ ▬ ▬ ▬ ▬ ▬ ▬ ▬ ▬ ▬ ▬ ▬ ▬ ▬ ▬ ▬ ▬ ▬ ▬ ▬ ▬ ▬ ▬ ▬ ▬ ▬ ▬ ▬ ▬ ▬ ▬ ▬ ▬ ▬ ▬ ▬ ▬ ▬ ▬ ▬ ▬ ▬ ▬ ▬ ▬ ▬ ▬ ▬ ▬ ▬ ▬ ▬ ▬ ▬ ▬ ▬ ▬ ▬ ▬ ▬ ▬ ▬ ▬ ▬ ▬ ▬ ▬ ▬ ▬ ▬ ▬ ▬ ▬ ▬ ▬ ▬ ▬ ▬ ▬ ▬ ▬ ▬ ▬ ▬ ▬ ▬ ▬ ▬ ▬ ▬ ▬ ▬ ▬ ▬ ▬ ▬ ▬ ▬ ▬ ▬ ▬ ▬ ▬ ▬ ▬ ▬ ▬ ▬ ▬ ▬ ▬ ▬ ▬ ▬ ▬ ▬ ▬ ▬ ▬ ▬ ▬ ▬ ▬ ▬ ▬ ▬ ▬ ▬ ▬ ▬ ▬ ▬ ▬ ▬ ▬ ▬ ▬ ▬ ▬ ▬ ▬ ▬ ▬ ▬ ▬ ▬ ▬ ▬ ▬ ▬ ▬ ▬ ▬ ▬ ▬ ▬ ▬ ▬ ▬ ▬ ▬ ▬ ▬ ▬ ▬ ▬ ▬ ▬ ▬ ▬ ▬ ▬ ▬ ▬ ▬ ▬ ▬ ▬ ▬ ▬ ▬ ▬ ▬ ▬ ▬ ▬ ▬ ▬ ▬ ▬ ▬ ▬ ▬ ▬ ▬ ▬ ▬ ▬ ▬ ▬ ▬ ▬ ▬ ▬ ▬ ▬ ▬ ▬ ▬ ▬ ▬ ▬ ▬ ▬ ▬ ▬ ▬ ▬ ▬ ▬ ▬ ▬ ▬ ▬ ▬ ▬ ▬ ▬ ▬ ▬ ▬ ▬ ▬ ▬ ▬ ▬ ▬ ▬ ▬ ▬ ▬ ▬ ▬ ▬ ▬ ▬ ▬ ▬ ▬ ▬ ▬ ▬ ▬ ▬ ▬ ▬ ▬ ▬ ▬ ▬ ▬ ▬ ▬ ▬ ▬ ▬ ▬ ▬ ▬ ▬ ▬ ▬ ▬ ▬ ▬ ▬ ▬ ▬ ▬ ▬ ▬ ▬ ▬ ▬ ▬ ▬ ▬ ▬ ▬ ▬ ▬ ▬ ▬ ▬ ▬ ▬ ▬ ▬ ▬ ▬ ▬ ▬ ▬ ▬ ▬ ▬ ▬ ▬ ▬ ▬ ▬ ▬ ▬ ▬ ▬ ▬ ▬ ▬ ▬ ▬ ▬ ▬ ▬ ▬ ▬ ▬ ▬ ▬ ▬ ▬ ▬ ▬ ▬ ▬ ▬ ▬ ▬ ▬ ▬ ▬ ▬ ▬ ▬ ▬ ▬ ▬ ▬ ▬ ▬ ▬ ▬ ▬ ▬ ▬ ▬ bbox=[90, 1790, 347, 1999]
table-row bbox=[12, 1189, 454, 1480]
header-calendrier: Calendrier bbox=[352, 1479, 454, 1494]
descriptif-placeholder-text: ▬ ▬ ▬ ▬ ▬ ▬ ▬ ▬ ▬ ▬ ▬ ▬ ▬ ▬ ▬ ▬ ▬ ▬ ▬ ▬ ▬ ▬ ▬ ▬ ▬ ▬ ▬ ▬ ▬ ▬ ▬ ▬ ▬ ▬ ▬ ▬ ▬ ▬ ▬ ▬ ▬ ▬ ▬ ▬ ▬ ▬ ▬ ▬ ▬ ▬ ▬ ▬ ▬ ▬ ▬ ▬ ▬ ▬ ▬ ▬ ▬ ▬ ▬ ▬ ▬ ▬ ▬ ▬ ▬ ▬ ▬ ▬ ▬ ▬ ▬ ▬ ▬ ▬ ▬ ▬ ▬ ▬ ▬ ▬ ▬ ▬ ▬ ▬ ▬ ▬ ▬ ▬ ▬ ▬ ▬ ▬ ▬ ▬ ▬ ▬ ▬ ▬ ▬ ▬ ▬ ▬ ▬ ▬ ▬ ▬ ▬ ▬ ▬ ▬ ▬ ▬ ▬ ▬ ▬ ▬ ▬ ▬ ▬ ▬ ▬ ▬ ▬ ▬ ▬ ▬ ▬ ▬ ▬ ▬ ▬ ▬ ▬ ▬ ▬ ▬ ▬ ▬ ▬ ▬ ▬ ▬ ▬ ▬ ▬ ▬ ▬ ▬ ▬ ▬ ▬ ▬ ▬ ▬ ▬ ▬ ▬ ▬ ▬ ▬ ▬ ▬ ▬ ▬ ▬ ▬ ▬ ▬ ▬ ▬ ▬ ▬ ▬ ▬ ▬ ▬ ▬ ▬ ▬ ▬ ▬ ▬ ▬ ▬ ▬ ▬ ▬ ▬ ▬ ▬ ▬ ▬ ▬ ▬ ▬ ▬ ▬ ▬ ▬ ▬ ▬ ▬ ▬ ▬ ▬ ▬ ▬ ▬ ▬ ▬ ▬ ▬ ▬ ▬ ▬ ▬ ▬ ▬ ▬ ▬ ▬ ▬ ▬ ▬ ▬ ▬ ▬ ▬ ▬ ▬ ▬ ▬ ▬ ▬ ▬ ▬ ▬ ▬ ▬ ▬ ▬ ▬ ▬ ▬ ▬ ▬ ▬ ▬ ▬ ▬ ▬ ▬ ▬ ▬ ▬ ▬ ▬ ▬ ▬ ▬ ▬ ▬ ▬ ▬ ▬ ▬ ▬ ▬ ▬ ▬ ▬ ▬ ▬ ▬ ▬ ▬ ▬ ▬ ▬ ▬ ▬ ▬ ▬ ▬ ▬ ▬ ▬ ▬ ▬ ▬ ▬ ▬ ▬ ▬ ▬ ▬ ▬ ▬ ▬ ▬ ▬ ▬ ▬ ▬ ▬ ▬ ▬ ▬ ▬ ▬ ▬ ▬ ▬ ▬ ▬ ▬ ▬ ▬ ▬ ▬ ▬ ▬ ▬ ▬ ▬ ▬ ▬ ▬ ▬ ▬ ▬ ▬ ▬ ▬ ▬ ▬ ▬ ▬ ▬ ▬ ▬ ▬ ▬ ▬ ▬ ▬ ▬ ▬ ▬ ▬ ▬ ▬ ▬ ▬ ▬ ▬ ▬ ▬ ▬ ▬ ▬ ▬ ▬ ▬ ▬ ▬ ▬ ▬ ▬ ▬ ▬ ▬ ▬ ▬ ▬ ▬ ▬ ▬ ▬ ▬ ▬ ▬ ▬ ▬ ▬ ▬ ▬ ▬ ▬ ▬ ▬ ▬ ▬ ▬ ▬ ▬ ▬ ▬ ▬ ▬ ▬ ▬ ▬ ▬ ▬ ▬ ▬ ▬ ▬ ▬ ▬ ▬ ▬ ▬ ▬ ▬ ▬ ▬ ▬ ▬ ▬ ▬ ▬ ▬ ▬ ▬ ▬ ▬ ▬ ▬ ▬ ▬ ▬ ▬ ▬ ▬ ▬ ▬ ▬ ▬ ▬ ▬ ▬ ▬ ▬ ▬ ▬ ▬ ▬ ▬ ▬ ▬ ▬ ▬ ▬ ▬ ▬ ▬ ▬ ▬ ▬ ▬ ▬ ▬ ▬ ▬ ▬ ▬ ▬ ▬ ▬ ▬ ▬ ▬ ▬ ▬ ▬ ▬ ▬ ▬ ▬ ▬ ▬ ▬ ▬ ▬ ▬ ▬ ▬ ▬ ▬ ▬ ▬ ▬ ▬ ▬ ▬ ▬ ▬ ▬ ▬ ▬ ▬ ▬ ▬ ▬ ▬ ▬ ▬ ▬ ▬ ▬ ▬ ▬ ▬ ▬ ▬ ▬ ▬ ▬ ▬ ▬ ▬ ▬ ▬ ▬ ▬ ▬ ▬ ▬ ▬ ▬ ▬ ▬ ▬ ▬ ▬ ▬ ▬ ▬ ▬ ▬ ▬ ▬ ▬ ▬ ▬ ▬ ▬ ▬ ▬ ▬ ▬ ▬ ▬ ▬ ▬ ▬ ▬ ▬ ▬ ▬ ▬ ▬ ▬ ▬ ▬ ▬ ▬ ▬ ▬ ▬ ▬ ▬ ▬ ▬ ▬ ▬ ▬ ▬ ▬ ▬ ▬ ▬ ▬ ▬ ▬ ▬ ▬ ▬ ▬ ▬ ▬ ▬ ▬ ▬ ▬ ▬ ▬ ▬ ▬ ▬ ▬ ▬ ▬ ▬ ▬ ▬ ▬ ▬ ▬ ▬ ▬ ▬ ▬ ▬ ▬ ▬ ▬ ▬ ▬ ▬ ▬ ▬ ▬ ▬ ▬ ▬ ▬ ▬ ▬ ▬ ▬ ▬ ▬ ▬ ▬ ▬ ▬ ▬ ▬ ▬ ▬ ▬ ▬ ▬ ▬ ▬ ▬ ▬ ▬ ▬ ▬ ▬ ▬ ▬ ▬ ▬ ▬ ▬ ▬ ▬ ▬ ▬ ▬ ▬ ▬ ▬ ▬ ▬ ▬ ▬ ▬ ▬ ▬ ▬ ▬ ▬ ▬ ▬ ▬ ▬ ▬ ▬ ▬ ▬ ▬ ▬ ▬ ▬ ▬ ▬ ▬ ▬ ▬ ▬ ▬ ▬ ▬ ▬ ▬ ▬ ▬ ▬ ▬ ▬ ▬ ▬ ▬ ▬ ▬ ▬ ▬ ▬ ▬ ▬ ▬ ▬ ▬ ▬ ▬ ▬ bbox=[90, 45, 347, 94]
header-descriptif: Descriptif bbox=[88, 20, 352, 35]
calendrier-cell: 2022 bbox=[352, 1626, 454, 1678]
descriptif-cell bbox=[88, 1678, 352, 1789]
header-chantiers: Chantiers bbox=[12, 1654, 88, 1669]
calendrier-cell: 2021 bbox=[352, 634, 454, 703]
descriptif-placeholder-text: ▬ ▬ ▬ ▬ ▬ ▬ ▬ ▬ ▬ ▬ ▬ ▬ ▬ ▬ ▬ ▬ ▬ ▬ ▬ ▬ ▬ ▬ ▬ ▬ ▬ ▬ ▬ ▬ ▬ ▬ ▬ ▬ ▬ ▬ ▬ ▬ ▬ ▬ ▬ ▬ ▬ ▬ ▬ ▬ ▬ ▬ ▬ ▬ ▬ ▬ ▬ ▬ ▬ ▬ ▬ ▬ ▬ ▬ ▬ ▬ ▬ ▬ ▬ ▬ ▬ ▬ ▬ ▬ ▬ ▬ ▬ ▬ ▬ ▬ ▬ ▬ ▬ ▬ ▬ ▬ ▬ ▬ ▬ ▬ ▬ ▬ ▬ ▬ ▬ ▬ ▬ ▬ ▬ ▬ ▬ ▬ ▬ ▬ ▬ ▬ ▬ ▬ ▬ ▬ ▬ ▬ ▬ ▬ ▬ ▬ ▬ ▬ ▬ ▬ ▬ ▬ ▬ ▬ ▬ ▬ ▬ ▬ ▬ ▬ ▬ ▬ ▬ ▬ ▬ ▬ ▬ ▬ ▬ ▬ ▬ ▬ ▬ ▬ ▬ ▬ ▬ ▬ ▬ ▬ ▬ ▬ ▬ ▬ ▬ ▬ ▬ ▬ ▬ ▬ ▬ ▬ ▬ ▬ ▬ ▬ ▬ ▬ ▬ ▬ ▬ ▬ ▬ ▬ ▬ ▬ ▬ ▬ ▬ ▬ ▬ ▬ ▬ ▬ ▬ ▬ ▬ ▬ ▬ ▬ ▬ ▬ ▬ ▬ ▬ ▬ ▬ ▬ ▬ ▬ ▬ ▬ ▬ ▬ ▬ ▬ ▬ ▬ ▬ ▬ ▬ ▬ ▬ ▬ ▬ ▬ ▬ ▬ ▬ ▬ ▬ ▬ ▬ ▬ ▬ ▬ ▬ ▬ ▬ ▬ ▬ ▬ ▬ ▬ ▬ ▬ ▬ ▬ ▬ ▬ ▬ ▬ ▬ ▬ ▬ ▬ ▬ ▬ ▬ ▬ ▬ ▬ ▬ ▬ ▬ ▬ ▬ ▬ ▬ ▬ ▬ ▬ ▬ ▬ ▬ ▬ ▬ ▬ ▬ ▬ ▬ ▬ ▬ ▬ ▬ ▬ ▬ ▬ ▬ ▬ ▬ ▬ ▬ ▬ ▬ ▬ ▬ ▬ ▬ ▬ ▬ ▬ ▬ ▬ ▬ ▬ ▬ ▬ ▬ ▬ ▬ ▬ ▬ ▬ ▬ ▬ ▬ ▬ ▬ ▬ ▬ ▬ ▬ ▬ ▬ ▬ ▬ ▬ ▬ ▬ ▬ ▬ ▬ ▬ ▬ ▬ ▬ ▬ ▬ ▬ ▬ ▬ ▬ ▬ ▬ ▬ ▬ ▬ ▬ ▬ ▬ ▬ ▬ ▬ ▬ ▬ ▬ ▬ ▬ ▬ ▬ ▬ ▬ ▬ ▬ ▬ ▬ ▬ ▬ ▬ ▬ ▬ ▬ ▬ ▬ ▬ ▬ ▬ ▬ ▬ ▬ ▬ ▬ ▬ ▬ ▬ ▬ ▬ ▬ ▬ ▬ ▬ ▬ ▬ ▬ ▬ ▬ ▬ ▬ ▬ ▬ ▬ ▬ ▬ ▬ ▬ ▬ ▬ ▬ ▬ ▬ ▬ ▬ ▬ ▬ ▬ ▬ ▬ ▬ ▬ ▬ ▬ ▬ ▬ ▬ ▬ ▬ ▬ ▬ ▬ ▬ ▬ ▬ ▬ ▬ ▬ ▬ ▬ ▬ ▬ ▬ ▬ ▬ ▬ ▬ ▬ ▬ ▬ ▬ ▬ ▬ ▬ ▬ ▬ ▬ ▬ ▬ ▬ ▬ ▬ ▬ ▬ ▬ ▬ ▬ ▬ ▬ ▬ ▬ ▬ ▬ ▬ ▬ ▬ ▬ ▬ ▬ ▬ ▬ ▬ ▬ ▬ ▬ ▬ ▬ ▬ ▬ ▬ ▬ ▬ ▬ ▬ ▬ ▬ ▬ ▬ ▬ ▬ ▬ ▬ ▬ ▬ ▬ ▬ ▬ ▬ ▬ ▬ ▬ ▬ ▬ ▬ ▬ ▬ ▬ ▬ ▬ ▬ ▬ ▬ ▬ ▬ ▬ ▬ ▬ ▬ ▬ ▬ ▬ ▬ ▬ ▬ ▬ ▬ ▬ ▬ ▬ ▬ ▬ ▬ ▬ ▬ ▬ ▬ ▬ ▬ ▬ ▬ ▬ ▬ ▬ ▬ ▬ ▬ ▬ ▬ ▬ ▬ ▬ ▬ ▬ ▬ ▬ ▬ ▬ ▬ ▬ ▬ ▬ ▬ ▬ ▬ ▬ ▬ ▬ bbox=[90, 704, 347, 745]
calendrier-cell: Engagement des travaux au 1er semestre 2020 bbox=[352, 144, 454, 332]
calendrier-cell: 2020 bbox=[352, 2268, 454, 2399]
calendrier-cell: 2020-2021 bbox=[352, 2183, 454, 2268]
table-row bbox=[12, 787, 454, 908]
